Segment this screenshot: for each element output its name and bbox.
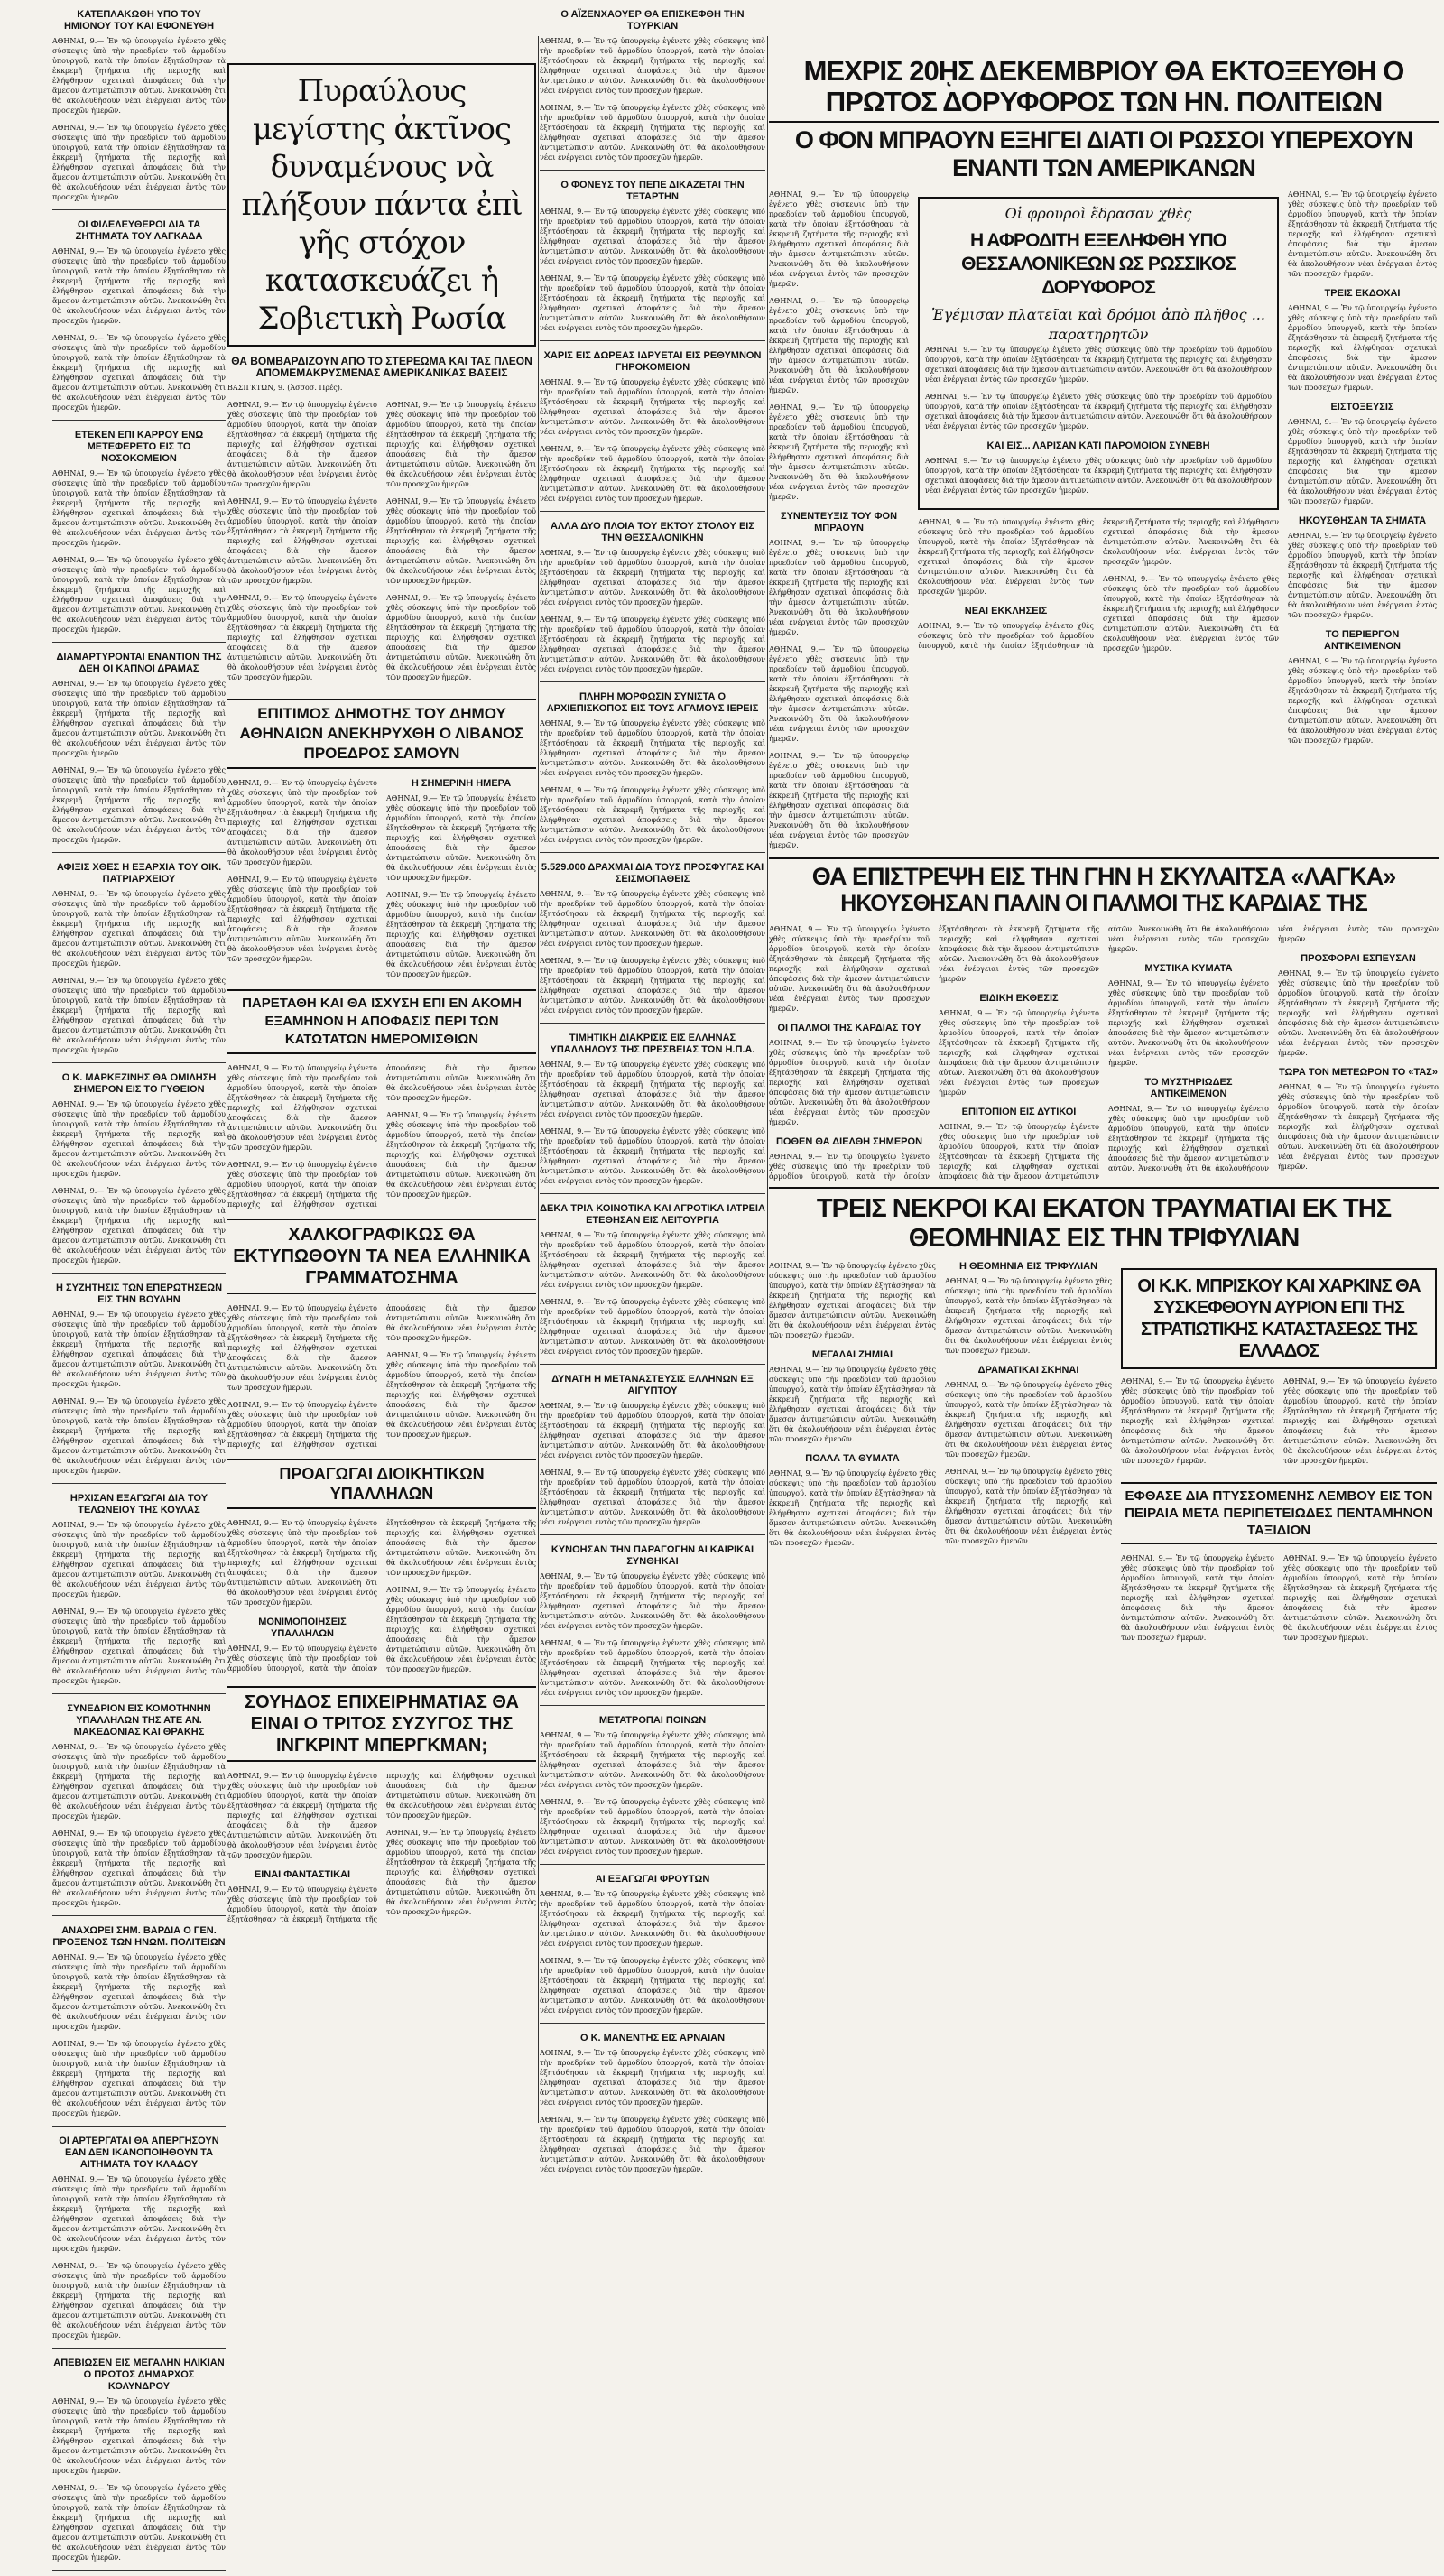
divider bbox=[52, 209, 226, 210]
article-paragraph: ΑΘΗΝΑΙ, 9.— Ἐν τῷ ὑπουργείῳ ἐγένετο χθὲς σύσκεψις ὑπὸ τὴν προεδρίαν τοῦ ἁρμοδίου ὑπουργοῦ, κατὰ τὴν ὁποίαν ἐξητάσθησαν τὰ ἐκκρεμῆ ζητήματα τῆς περιοχῆς καὶ ἐλήφθησαν σχετικαὶ ἀποφάσεις διὰ τὴν ἄμεσον ἀντιμετώπισιν αὐτῶν. Ἀνεκοινώθη ὅτι θὰ ἀκολουθήσουν νέαι ἐνέργειαι ἐντὸς τῶν προσεχῶν ἡμερῶν. bbox=[769, 925, 930, 1013]
col1-article-headline: ΕΤΕΚΕΝ ΕΠΙ ΚΑΡΡΟΥ ΕΝΩ ΜΕΤΕΦΕΡΕΤΟ ΕΙΣ ΤΟ ΝΟΣΟΚΟΜΕΙΟΝ bbox=[74, 430, 204, 464]
article-paragraph: ΑΘΗΝΑΙ, 9.— Ἐν τῷ ὑπουργείῳ ἐγένετο χθὲς σύσκεψις ὑπὸ τὴν προεδρίαν τοῦ ἁρμοδίου ὑπουργοῦ, κατὰ τὴν ὁποίαν ἐξητάσθησαν τὰ ἐκκρεμῆ ζητήματα τῆς περιοχῆς καὶ ἐλήφθησαν σχετικαὶ ἀποφάσεις διὰ τὴν ἄμεσον ἀντιμετώπισιν αὐτῶν. Ἀνεκοινώθη ὅτι θὰ ἀκολουθήσουν νέαι ἐνέργειαι ἐντὸς τῶν προσεχῶν ἡμερῶν. bbox=[52, 1521, 226, 1598]
headline-wages: ΠΑΡΕΤΑΘΗ ΚΑΙ ΘΑ ΙΣΧΥΣΗ ΕΠΙ ΕΝ ΑΚΟΜΗ ΕΞΑΜΗΝΟΝ Η ΑΠΟΦΑΣΙΣ ΠΕΡΙ ΤΩΝ ΚΑΤΩΤΑΤΩΝ ΗΜΕΡΟΜΙΣΘΙΩΝ bbox=[227, 989, 536, 1054]
subhead: ΣΥΝΕΝΤΕΥΞΙΣ ΤΟΥ ΦΟΝ ΜΠΡΑΟΥΝ bbox=[780, 511, 898, 533]
subhead: ΗΚΟΥΣΘΗΣΑΝ ΤΑ ΣΗΜΑΤΑ bbox=[1298, 515, 1427, 526]
article-paragraph: ΑΘΗΝΑΙ, 9.— Ἐν τῷ ὑπουργείῳ ἐγένετο χθὲς σύσκεψις ὑπὸ τὴν προεδρίαν τοῦ ἁρμοδίου ὑπουργοῦ, κατὰ τὴν ὁποίαν ἐξητάσθησαν τὰ ἐκκρεμῆ ζητήματα τῆς περιοχῆς καὶ ἐλήφθησαν σχετικαὶ ἀποφάσεις διὰ τὴν ἄμεσον ἀντιμετώπισιν αὐτῶν. Ἀνεκοινώθη ὅτι θὰ ἀκολουθήσουν νέαι ἐνέργειαι ἐντὸς τῶν προσεχῶν ἡμερῶν. bbox=[1278, 969, 1439, 1057]
article-paragraph: ΑΘΗΝΑΙ, 9.— Ἐν τῷ ὑπουργείῳ ἐγένετο χθὲς σύσκεψις ὑπὸ τὴν προεδρίαν τοῦ ἁρμοδίου ὑπουργοῦ, κατὰ τὴν ὁποίαν ἐξητάσθησαν τὰ ἐκκρεμῆ ζητήματα τῆς περιοχῆς καὶ ἐλήφθησαν σχετικαὶ ἀποφάσεις διὰ τὴν ἄμεσον ἀντιμετώπισιν αὐτῶν. Ἀνεκοινώθη ὅτι θὰ ἀκολουθήσουν νέαι ἐνέργειαι ἐντὸς τῶν προσεχῶν ἡμερῶν. bbox=[52, 1311, 226, 1388]
article-paragraph: ΑΘΗΝΑΙ, 9.— Ἐν τῷ ὑπουργείῳ ἐγένετο χθὲς σύσκεψις ὑπὸ τὴν προεδρίαν τοῦ ἁρμοδίου ὑπουργοῦ, κατὰ τὴν ὁποίαν ἐξητάσθησαν τὰ ἐκκρεμῆ ζητήματα τῆς περιοχῆς καὶ ἐλήφθησαν σχετικαὶ ἀποφάσεις διὰ τὴν ἄμεσον ἀντιμετώπισιν αὐτῶν. Ἀνεκοινώθη ὅτι θὰ ἀκολουθήσουν νέαι ἐνέργειαι ἐντὸς τῶν προσεχῶν ἡμερῶν. bbox=[52, 1830, 226, 1907]
col3-article-headline: ΔΕΚΑ ΤΡΙΑ ΚΟΙΝΟΤΙΚΑ ΚΑΙ ΑΓΡΟΤΙΚΑ ΙΑΤΡΕΙΑ ΕΤΕΘΗΣΑΝ ΕΙΣ ΛΕΙΤΟΥΡΓΙΑ bbox=[540, 1203, 765, 1226]
subhead: ΜΟΝΙΜΟΠΟΙΗΣΕΙΣ ΥΠΑΛΛΗΛΩΝ bbox=[258, 1616, 347, 1639]
col3-article-headline: ΔΥΝΑΤΗ Η ΜΕΤΑΝΑΣΤΕΥΣΙΣ ΕΛΛΗΝΩΝ ΕΞ ΑΙΓΥΠΤΟΥ bbox=[551, 1374, 754, 1396]
article-paragraph: ΑΘΗΝΑΙ, 9.— Ἐν τῷ ὑπουργείῳ ἐγένετο χθὲς σύσκεψις ὑπὸ τὴν προεδρίαν τοῦ ἁρμοδίου ὑπουργοῦ, κατὰ τὴν ὁποίαν ἐξητάσθησαν τὰ ἐκκρεμῆ ζητήματα τῆς περιοχῆς καὶ ἐλήφθησαν σχετικαὶ ἀποφάσεις διὰ τὴν ἄμεσον ἀντιμετώπισιν αὐτῶν. Ἀνεκοινώθη ὅτι θὰ ἀκολουθήσουν νέαι ἐνέργειαι ἐντὸς τῶν προσεχῶν ἡμερῶν. bbox=[769, 1262, 936, 1339]
article-paragraph: ΑΘΗΝΑΙ, 9.— Ἐν τῷ ὑπουργείῳ ἐγένετο χθὲς σύσκεψις ὑπὸ τὴν προεδρίαν τοῦ ἁρμοδίου ὑπουργοῦ, κατὰ τὴν ὁποίαν ἐξητάσθησαν τὰ ἐκκρεμῆ ζητήματα τῆς περιοχῆς καὶ ἐλήφθησαν σχετικαὶ ἀποφάσεις διὰ τὴν ἄμεσον ἀντιμετώπισιν αὐτῶν. Ἀνεκοινώθη ὅτι θὰ ἀκολουθήσουν νέαι ἐνέργειαι ἐντὸς τῶν προσεχῶν ἡμερῶν. bbox=[227, 594, 377, 681]
subhead: ΤΡΕΙΣ ΕΚΔΟΧΑΙ bbox=[1324, 288, 1401, 299]
article-paragraph: ΑΘΗΝΑΙ, 9.— Ἐν τῷ ὑπουργείῳ ἐγένετο χθὲς σύσκεψις ὑπὸ τὴν προεδρίαν τοῦ ἁρμοδίου ὑπουργοῦ, κατὰ τὴν ὁποίαν ἐξητάσθησαν τὰ ἐκκρεμῆ ζητήματα τῆς περιοχῆς καὶ ἐλήφθησαν σχετικαὶ ἀποφάσεις διὰ τὴν ἄμεσον ἀντιμετώπισιν αὐτῶν. Ἀνεκοινώθη ὅτι θὰ ἀκολουθήσουν νέαι ἐνέργειαι ἐντὸς τῶν προσεχῶν ἡμερῶν. bbox=[227, 1518, 536, 1673]
article-paragraph: ΑΘΗΝΑΙ, 9.— Ἐν τῷ ὑπουργείῳ ἐγένετο χθὲς σύσκεψις ὑπὸ τὴν προεδρίαν τοῦ ἁρμοδίου ὑπουργοῦ, κατὰ τὴν ὁποίαν ἐξητάσθησαν τὰ ἐκκρεμῆ ζητήματα τῆς περιοχῆς καὶ ἐλήφθησαν σχετικαὶ ἀποφάσεις διὰ τὴν ἄμεσον ἀντιμετώπισιν αὐτῶν. Ἀνεκοινώθη ὅτι θὰ ἀκολουθήσουν νέαι ἐνέργειαι ἐντὸς τῶν προσεχῶν ἡμερῶν. bbox=[227, 1063, 536, 1209]
column-rule bbox=[767, 36, 768, 2123]
col3-article-headline: Ο Κ. ΜΑΝΕΝΤΗΣ ΕΙΣ ΑΡΝΑΙΑΝ bbox=[579, 2033, 726, 2043]
article-paragraph: ΑΘΗΝΑΙ, 9.— Ἐν τῷ ὑπουργείῳ ἐγένετο χθὲς σύσκεψις ὑπὸ τὴν προεδρίαν τοῦ ἁρμοδίου ὑπουργοῦ, κατὰ τὴν ὁποίαν ἐξητάσθησαν τὰ ἐκκρεμῆ ζητήματα τῆς περιοχῆς καὶ ἐλήφθησαν σχετικαὶ ἀποφάσεις διὰ τὴν ἄμεσον ἀντιμετώπισιν αὐτῶν. Ἀνεκοινώθη ὅτι θὰ ἀκολουθήσουν νέαι ἐνέργειαι ἐντὸς τῶν προσεχῶν ἡμερῶν. bbox=[945, 1468, 1112, 1545]
article-paragraph: ΑΘΗΝΑΙ, 9.— Ἐν τῷ ὑπουργείῳ ἐγένετο χθὲς σύσκεψις ὑπὸ τὴν προεδρίαν τοῦ ἁρμοδίου ὑπουργοῦ, κατὰ τὴν ὁποίαν ἐξητάσθησαν τὰ ἐκκρεμῆ ζητήματα τῆς περιοχῆς καὶ ἐλήφθησαν σχετικαὶ ἀποφάσεις διὰ τὴν ἄμεσον ἀντιμετώπισιν αὐτῶν. Ἀνεκοινώθη ὅτι θὰ ἀκολουθήσουν νέαι ἐνέργειαι ἐντὸς τῶν προσεχῶν ἡμερῶν. bbox=[540, 1231, 765, 1289]
storm-article bbox=[769, 1261, 1112, 1650]
lead-headline-rockets: Πυραύλους μεγίστης ἀκτῖνος δυναμένους νὰ πλήξουν πάντα ἐπὶ γῆς στόχον κατασκευάζει ἡ Σοβιετικὴ Ρωσία bbox=[227, 63, 536, 347]
article-paragraph: ΑΘΗΝΑΙ, 9.— Ἐν τῷ ὑπουργείῳ ἐγένετο χθὲς σύσκεψις ὑπὸ τὴν προεδρίαν τοῦ ἁρμοδίου ὑπουργοῦ, κατὰ τὴν ὁποίαν ἐξητάσθησαν τὰ ἐκκρεμῆ ζητήματα τῆς περιοχῆς καὶ ἐλήφθησαν σχετικαὶ ἀποφάσεις διὰ τὴν ἄμεσον ἀντιμετώπισιν αὐτῶν. Ἀνεκοινώθη ὅτι θὰ ἀκολουθήσουν νέαι ἐνέργειαι ἐντὸς τῶν προσεχῶν ἡμερῶν. bbox=[1288, 532, 1437, 619]
col1-article-headline: ΑΦΙΞΙΣ ΧΘΕΣ Η ΕΞΑΡΧΙΑ ΤΟΥ ΟΙΚ. ΠΑΤΡΙΑΡΧΕΙΟΥ bbox=[56, 862, 222, 885]
article-paragraph: ΑΘΗΝΑΙ, 9.— Ἐν τῷ ὑπουργείῳ ἐγένετο χθὲς σύσκεψις ὑπὸ τὴν προεδρίαν τοῦ ἁρμοδίου ὑπουργοῦ, κατὰ τὴν ὁποίαν ἐξητάσθησαν τὰ ἐκκρεμῆ ζητήματα τῆς περιοχῆς καὶ ἐλήφθησαν σχετικαὶ ἀποφάσεις διὰ τὴν ἄμεσον ἀντιμετώπισιν αὐτῶν. Ἀνεκοινώθη ὅτι θὰ ἀκολουθήσουν νέαι ἐνέργειαι ἐντὸς τῶν προσεχῶν ἡμερῶν. bbox=[769, 925, 1099, 1181]
article-paragraph: ΑΘΗΝΑΙ, 9.— Ἐν τῷ ὑπουργείῳ ἐγένετο χθὲς σύσκεψις ὑπὸ τὴν προεδρίαν τοῦ ἁρμοδίου ὑπουργοῦ, κατὰ τὴν ὁποίαν ἐξητάσθησαν τὰ ἐκκρεμῆ ζητήματα τῆς περιοχῆς καὶ ἐλήφθησαν σχετικαὶ ἀποφάσεις διὰ τὴν ἄμεσον ἀντιμετώπισιν αὐτῶν. Ἀνεκοινώθη ὅτι θὰ ἀκολουθήσουν νέαι ἐνέργειαι ἐντὸς τῶν προσεχῶν ἡμερῶν. bbox=[540, 1061, 765, 1118]
article-paragraph: ΑΘΗΝΑΙ, 9.— Ἐν τῷ ὑπουργείῳ ἐγένετο χθὲς σύσκεψις ὑπὸ τὴν προεδρίαν τοῦ ἁρμοδίου ὑπουργοῦ, κατὰ τὴν ὁποίαν ἐξητάσθησαν τὰ ἐκκρεμῆ ζητήματα τῆς περιοχῆς καὶ ἐλήφθησαν σχετικαὶ ἀποφάσεις διὰ τὴν ἄμεσον ἀντιμετώπισιν αὐτῶν. Ἀνεκοινώθη ὅτι θὰ ἀκολουθήσουν νέαι ἐνέργειαι ἐντὸς τῶν προσεχῶν ἡμερῶν. bbox=[52, 2397, 226, 2475]
col1-articles bbox=[52, 9, 226, 2571]
aphrodite-box bbox=[918, 197, 1279, 510]
subhead: ΕΠΙΤΟΠΙΟΝ ΕΙΣ ΔΥΤΙΚΟΙ bbox=[961, 1107, 1077, 1117]
article-paragraph: ΑΘΗΝΑΙ, 9.— Ἐν τῷ ὑπουργείῳ ἐγένετο χθὲς σύσκεψις ὑπὸ τὴν προεδρίαν τοῦ ἁρμοδίου ὑπουργοῦ, κατὰ τὴν ὁποίαν ἐξητάσθησαν τὰ ἐκκρεμῆ ζητήματα τῆς περιοχῆς καὶ ἐλήφθησαν σχετικαὶ ἀποφάσεις διὰ τὴν ἄμεσον ἀντιμετώπισιν αὐτῶν. Ἀνεκοινώθη ὅτι θὰ ἀκολουθήσουν νέαι ἐνέργειαι ἐντὸς τῶν προσεχῶν ἡμερῶν. bbox=[386, 1585, 536, 1673]
col3-article-headline: ΚΥΝΟΗΣΑΝ ΤΗΝ ΠΑΡΑΓΩΓΗΝ ΑΙ ΚΑΙΡΙΚΑΙ ΣΥΝΘΗΚΑΙ bbox=[551, 1544, 754, 1567]
article-paragraph: ΑΘΗΝΑΙ, 9.— Ἐν τῷ ὑπουργείῳ ἐγένετο χθὲς σύσκεψις ὑπὸ τὴν προεδρίαν τοῦ ἁρμοδίου ὑπουργοῦ, κατὰ τὴν ὁποίαν ἐξητάσθησαν τὰ ἐκκρεμῆ ζητήματα τῆς περιοχῆς καὶ ἐλήφθησαν σχετικαὶ ἀποφάσεις διὰ τὴν ἄμεσον ἀντιμετώπισιν αὐτῶν. Ἀνεκοινώθη ὅτι θὰ ἀκολουθήσουν νέαι ἐνέργειαι ἐντὸς τῶν προσεχῶν ἡμερῶν. bbox=[386, 1829, 536, 1916]
article-paragraph: ΑΘΗΝΑΙ, 9.— Ἐν τῷ ὑπουργείῳ ἐγένετο χθὲς σύσκεψις ὑπὸ τὴν προεδρίαν τοῦ ἁρμοδίου ὑπουργοῦ, κατὰ τὴν ὁποίαν ἐξητάσθησαν τὰ ἐκκρεμῆ ζητήματα τῆς περιοχῆς καὶ ἐλήφθησαν σχετικαὶ ἀποφάσεις διὰ τὴν ἄμεσον ἀντιμετώπισιν αὐτῶν. Ἀνεκοινώθη ὅτι θὰ ἀκολουθήσουν νέαι ἐνέργειαι ἐντὸς τῶν προσεχῶν ἡμερῶν. bbox=[540, 786, 765, 844]
subhead: ΠΡΟΣΦΟΡΑΙ ΕΣΠΕΥΣΑΝ bbox=[1301, 953, 1416, 964]
article-paragraph: ΑΘΗΝΑΙ, 9.— Ἐν τῷ ὑπουργείῳ ἐγένετο χθὲς σύσκεψις ὑπὸ τὴν προεδρίαν τοῦ ἁρμοδίου ὑπουργοῦ, κατὰ τὴν ὁποίαν ἐξητάσθησαν τὰ ἐκκρεμῆ ζητήματα τῆς περιοχῆς καὶ ἐλήφθησαν σχετικαὶ ἀποφάσεις διὰ τὴν ἄμεσον ἀντιμετώπισιν αὐτῶν. Ἀνεκοινώθη ὅτι θὰ ἀκολουθήσουν νέαι ἐνέργειαι ἐντὸς τῶν προσεχῶν ἡμερῶν. bbox=[540, 274, 765, 332]
column-3 bbox=[540, 0, 765, 2188]
left-side-article bbox=[769, 190, 909, 857]
article-paragraph: ΑΘΗΝΑΙ, 9.— Ἐν τῷ ὑπουργείῳ ἐγένετο χθὲς σύσκεψις ὑπὸ τὴν προεδρίαν τοῦ ἁρμοδίου ὑπουργοῦ, κατὰ τὴν ὁποίαν ἐξητάσθησαν τὰ ἐκκρεμῆ ζητήματα τῆς περιοχῆς καὶ ἐλήφθησαν σχετικαὶ ἀποφάσεις διὰ τὴν ἄμεσον ἀντιμετώπισιν αὐτῶν. Ἀνεκοινώθη ὅτι θὰ ἀκολουθήσουν νέαι ἐνέργειαι ἐντὸς τῶν προσεχῶν ἡμερῶν. bbox=[1121, 1554, 1274, 1642]
divider bbox=[540, 170, 765, 171]
col3-article-headline: 5.529.000 ΔΡΑΧΜΑΙ ΔΙΑ ΤΟΥΣ ΠΡΟΣΦΥΓΑΣ ΚΑΙ ΣΕΙΣΜΟΠΑΘΕΙΣ bbox=[541, 862, 764, 885]
article-paragraph: ΑΘΗΝΑΙ, 9.— Ἐν τῷ ὑπουργείῳ ἐγένετο χθὲς σύσκεψις ὑπὸ τὴν προεδρίαν τοῦ ἁρμοδίου ὑπουργοῦ, κατὰ τὴν ὁποίαν ἐξητάσθησαν τὰ ἐκκρεμῆ ζητήματα τῆς περιοχῆς καὶ ἐλήφθησαν σχετικαὶ ἀποφάσεις διὰ τὴν ἄμεσον ἀντιμετώπισιν αὐτῶν. Ἀνεκοινώθη ὅτι θὰ ἀκολουθήσουν νέαι ἐνέργειαι ἐντὸς τῶν προσεχῶν ἡμερῶν. bbox=[1278, 1083, 1439, 1171]
briscoe-headline: ΟΙ Κ.Κ. ΜΠΡΙΣΚΟΥ ΚΑΙ ΧΑΡΚΙΝΣ ΘΑ ΣΥΣΚΕΦΘΟΥΝ ΑΥΡΙΟΝ ΕΠΙ ΤΗΣ ΣΤΡΑΤΙΩΤΙΚΗΣ ΚΑΤΑΣΤΑΣΕΩΣ ΤΗΣ ΕΛΛΑΔΟΣ bbox=[1137, 1276, 1421, 1361]
article-paragraph: ΑΘΗΝΑΙ, 9.— Ἐν τῷ ὑπουργείῳ ἐγένετο χθὲς σύσκεψις ὑπὸ τὴν προεδρίαν τοῦ ἁρμοδίου ὑπουργοῦ, κατὰ τὴν ὁποίαν ἐξητάσθησαν τὰ ἐκκρεμῆ ζητήματα τῆς περιοχῆς καὶ ἐλήφθησαν σχετικαὶ ἀποφάσεις διὰ τὴν ἄμεσον ἀντιμετώπισιν αὐτῶν. Ἀνεκοινώθη ὅτι θὰ ἀκολουθήσουν νέαι ἐνέργειαι ἐντὸς τῶν προσεχῶν ἡμερῶν. bbox=[540, 1731, 765, 1789]
article-paragraph: ΑΘΗΝΑΙ, 9.— Ἐν τῷ ὑπουργείῳ ἐγένετο χθὲς σύσκεψις ὑπὸ τὴν προεδρίαν τοῦ ἁρμοδίου ὑπουργοῦ, κατὰ τὴν ὁποίαν ἐξητάσθησαν τὰ ἐκκρεμῆ ζητήματα τῆς περιοχῆς καὶ ἐλήφθησαν σχετικαὶ ἀποφάσεις διὰ τὴν ἄμεσον ἀντιμετώπισιν αὐτῶν. Ἀνεκοινώθη ὅτι θὰ ἀκολουθήσουν νέαι ἐνέργειαι ἐντὸς τῶν προσεχῶν ἡμερῶν. bbox=[925, 457, 1272, 495]
article-paragraph: ΑΘΗΝΑΙ, 9.— Ἐν τῷ ὑπουργείῳ ἐγένετο χθὲς σύσκεψις ὑπὸ τὴν προεδρίαν τοῦ ἁρμοδίου ὑπουργοῦ, κατὰ τὴν ὁποίαν ἐξητάσθησαν τὰ ἐκκρεμῆ ζητήματα τῆς περιοχῆς καὶ ἐλήφθησαν σχετικαὶ ἀποφάσεις διὰ τὴν ἄμεσον ἀντιμετώπισιν αὐτῶν. Ἀνεκοινώθη ὅτι θὰ ἀκολουθήσουν νέαι ἐνέργειαι ἐντὸς τῶν προσεχῶν ἡμερῶν. bbox=[52, 1187, 226, 1265]
article-paragraph: ΑΘΗΝΑΙ, 9.— Ἐν τῷ ὑπουργείῳ ἐγένετο χθὲς σύσκεψις ὑπὸ τὴν προεδρίαν τοῦ ἁρμοδίου ὑπουργοῦ, κατὰ τὴν ὁποίαν ἐξητάσθησαν τὰ ἐκκρεμῆ ζητήματα τῆς περιοχῆς καὶ ἐλήφθησαν σχετικαὶ ἀποφάσεις διὰ τὴν ἄμεσον ἀντιμετώπισιν αὐτῶν. Ἀνεκοινώθη ὅτι θὰ ἀκολουθήσουν νέαι ἐνέργειαι ἐντὸς τῶν προσεχῶν ἡμερῶν. bbox=[769, 539, 909, 636]
subhead: ΤΩΡΑ ΤΟΝ ΜΕΤΕΩΡΟΝ ΤΟ «ΤΑΣ» bbox=[1278, 1067, 1439, 1078]
subhead: ΕΙΔΙΚΗ ΕΚΘΕΣΙΣ bbox=[979, 993, 1059, 1004]
article-paragraph: ΑΘΗΝΑΙ, 9.— Ἐν τῷ ὑπουργείῳ ἐγένετο χθὲς σύσκεψις ὑπὸ τὴν προεδρίαν τοῦ ἁρμοδίου ὑπουργοῦ, κατὰ τὴν ὁποίαν ἐξητάσθησαν τὰ ἐκκρεμῆ ζητήματα τῆς περιοχῆς καὶ ἐλήφθησαν σχετικαὶ ἀποφάσεις διὰ τὴν ἄμεσον ἀντιμετώπισιν αὐτῶν. Ἀνεκοινώθη ὅτι θὰ ἀκολουθήσουν νέαι ἐνέργειαι ἐντὸς τῶν προσεχῶν ἡμερῶν. bbox=[769, 297, 909, 394]
col3-article-headline: ΤΙΜΗΤΙΚΗ ΔΙΑΚΡΙΣΙΣ ΕΙΣ ΕΛΛΗΝΑΣ ΥΠΑΛΛΗΛΟΥΣ ΤΗΣ ΠΡΕΣΒΕΙΑΣ ΤΩΝ Η.Π.Α. bbox=[550, 1033, 755, 1055]
divider bbox=[540, 1364, 765, 1365]
col1-article-headline: Ο Κ. ΜΑΡΚΕΖΙΝΗΣ ΘΑ ΟΜΙΛΗΣΗ ΣΗΜΕΡΟΝ ΕΙΣ ΤΟ ΓΥΘΕΙΟΝ bbox=[61, 1072, 217, 1095]
article-paragraph: ΑΘΗΝΑΙ, 9.— Ἐν τῷ ὑπουργείῳ ἐγένετο χθὲς σύσκεψις ὑπὸ τὴν προεδρίαν τοῦ ἁρμοδίου ὑπουργοῦ, κατὰ τὴν ὁποίαν ἐξητάσθησαν τὰ ἐκκρεμῆ ζητήματα τῆς περιοχῆς καὶ ἐλήφθησαν σχετικαὶ ἀποφάσεις διὰ τὴν ἄμεσον ἀντιμετώπισιν αὐτῶν. Ἀνεκοινώθη ὅτι θὰ ἀκολουθήσουν νέαι ἐνέργειαι ἐντὸς τῶν προσεχῶν ἡμερῶν. bbox=[925, 393, 1272, 431]
divider bbox=[52, 1062, 226, 1063]
article-paragraph: ΑΘΗΝΑΙ, 9.— Ἐν τῷ ὑπουργείῳ ἐγένετο χθὲς σύσκεψις ὑπὸ τὴν προεδρίαν τοῦ ἁρμοδίου ὑπουργοῦ, κατὰ τὴν ὁποίαν ἐξητάσθησαν τὰ ἐκκρεμῆ ζητήματα τῆς περιοχῆς καὶ ἐλήφθησαν σχετικαὶ ἀποφάσεις διὰ τὴν ἄμεσον ἀντιμετώπισιν αὐτῶν. Ἀνεκοινώθη ὅτι θὰ ἀκολουθήσουν νέαι ἐνέργειαι ἐντὸς τῶν προσεχῶν ἡμερῶν. bbox=[52, 1100, 226, 1178]
dateline: ΒΑΣΙΓΚΤΩΝ, 9. (Ἀσσοσ. Πρές). bbox=[227, 384, 343, 392]
subhead: ΤΟ ΜΥΣΤΗΡΙΩΔΕΣ ΑΝΤΙΚΕΙΜΕΝΟΝ bbox=[1144, 1077, 1233, 1099]
box-footer-head: ΚΑΙ ΕΙΣ... ΛΑΡΙΣΑΝ ΚΑΤΙ ΠΑΡΟΜΟΙΟΝ ΣΥΝΕΒΗ bbox=[986, 440, 1210, 451]
banner-von-braun: Ο ΦΟΝ ΜΠΡΑΟΥΝ ΕΞΗΓΕΙ ΔΙΑΤΙ ΟΙ ΡΩΣΣΟΙ ΥΠΕΡΕΧΟΥΝ ΕΝΑΝΤΙ ΤΩΝ ΑΜΕΡΙΚΑΝΩΝ bbox=[769, 121, 1439, 182]
col3-article-headline: ΠΛΗΡΗ ΜΟΡΦΩΣΙΝ ΣΥΝΙΣΤΑ Ο ΑΡΧΙΕΠΙΣΚΟΠΟΣ ΕΙΣ ΤΟΥΣ ΑΓΑΜΟΥΣ ΙΕΡΕΙΣ bbox=[546, 691, 759, 714]
article-paragraph: ΑΘΗΝΑΙ, 9.— Ἐν τῷ ὑπουργείῳ ἐγένετο χθὲς σύσκεψις ὑπὸ τὴν προεδρίαν τοῦ ἁρμοδίου ὑπουργοῦ, κατὰ τὴν ὁποίαν ἐξητάσθησαν τὰ ἐκκρεμῆ ζητήματα τῆς περιοχῆς καὶ ἐλήφθησαν σχετικαὶ ἀποφάσεις διὰ τὴν ἄμεσον ἀντιμετώπισιν αὐτῶν. Ἀνεκοινώθη ὅτι θὰ ἀκολουθήσουν νέαι ἐνέργειαι ἐντὸς τῶν προσεχῶν ἡμερῶν. bbox=[52, 556, 226, 634]
article-paragraph: ΑΘΗΝΑΙ, 9.— Ἐν τῷ ὑπουργείῳ ἐγένετο χθὲς σύσκεψις ὑπὸ τὴν προεδρίαν τοῦ ἁρμοδίου ὑπουργοῦ, κατὰ τὴν ὁποίαν ἐξητάσθησαν τὰ ἐκκρεμῆ ζητήματα τῆς περιοχῆς καὶ ἐλήφθησαν σχετικαὶ ἀποφάσεις διὰ τὴν ἄμεσον ἀντιμετώπισιν αὐτῶν. Ἀνεκοινώθη ὅτι θὰ ἀκολουθήσουν νέαι ἐνέργειαι ἐντὸς τῶν προσεχῶν ἡμερῶν. bbox=[540, 1890, 765, 1948]
col3-article-headline: Ο ΑΪΖΕΝΧΑΟΥΕΡ ΘΑ ΕΠΙΣΚΕΦΘΗ ΤΗΝ ΤΟΥΡΚΙΑΝ bbox=[560, 9, 745, 32]
subhead: ΕΙΝΑΙ ΦΑΝΤΑΣΤΙΚΑΙ bbox=[254, 1869, 351, 1880]
article-paragraph: ΑΘΗΝΑΙ, 9.— Ἐν τῷ ὑπουργείῳ ἐγένετο χθὲς σύσκεψις ὑπὸ τὴν προεδρίαν τοῦ ἁρμοδίου ὑπουργοῦ, κατὰ τὴν ὁποίαν ἐξητάσθησαν τὰ ἐκκρεμῆ ζητήματα τῆς περιοχῆς καὶ ἐλήφθησαν σχετικαὶ ἀποφάσεις διὰ τὴν ἄμεσον ἀντιμετώπισιν αὐτῶν. Ἀνεκοινώθη ὅτι θὰ ἀκολουθήσουν νέαι ἐνέργειαι ἐντὸς τῶν προσεχῶν ἡμερῶν. bbox=[939, 925, 1269, 1181]
article-paragraph: ΑΘΗΝΑΙ, 9.— Ἐν τῷ ὑπουργείῳ ἐγένετο χθὲς σύσκεψις ὑπὸ τὴν προεδρίαν τοῦ ἁρμοδίου ὑπουργοῦ, κατὰ τὴν ὁποίαν ἐξητάσθησαν τὰ ἐκκρεμῆ ζητήματα τῆς περιοχῆς καὶ ἐλήφθησαν σχετικαὶ ἀποφάσεις διὰ τὴν ἄμεσον ἀντιμετώπισιν αὐτῶν. Ἀνεκοινώθη ὅτι θὰ ἀκολουθήσουν νέαι ἐνέργειαι ἐντὸς τῶν προσεχῶν ἡμερῶν. bbox=[227, 1518, 377, 1607]
article-paragraph: ΑΘΗΝΑΙ, 9.— Ἐν τῷ ὑπουργείῳ ἐγένετο χθὲς σύσκεψις ὑπὸ τὴν προεδρίαν τοῦ ἁρμοδίου ὑπουργοῦ, κατὰ τὴν ὁποίαν ἐξητάσθησαν τὰ ἐκκρεμῆ ζητήματα τῆς περιοχῆς καὶ ἐλήφθησαν σχετικαὶ ἀποφάσεις διὰ τὴν ἄμεσον ἀντιμετώπισιν αὐτῶν. Ἀνεκοινώθη ὅτι θὰ ἀκολουθήσουν νέαι ἐνέργειαι ἐντὸς τῶν προσεχῶν ἡμερῶν. bbox=[1288, 304, 1437, 392]
article-paragraph: ΑΘΗΝΑΙ, 9.— Ἐν τῷ ὑπουργείῳ ἐγένετο χθὲς σύσκεψις ὑπὸ τὴν προεδρίαν τοῦ ἁρμοδίου ὑπουργοῦ, κατὰ τὴν ὁποίαν ἐξητάσθησαν τὰ ἐκκρεμῆ ζητήματα τῆς περιοχῆς καὶ ἐλήφθησαν σχετικαὶ ἀποφάσεις διὰ τὴν ἄμεσον ἀντιμετώπισιν αὐτῶν. Ἀνεκοινώθη ὅτι θὰ ἀκολουθήσουν νέαι ἐνέργειαι ἐντὸς τῶν προσεχῶν ἡμερῶν. bbox=[1103, 575, 1279, 653]
column-1 bbox=[52, 0, 226, 2576]
col1-article-headline: ΟΙ ΑΡΤΕΡΓΑΤΑΙ ΘΑ ΑΠΕΡΓΗΣΟΥΝ ΕΑΝ ΔΕΝ ΙΚΑΝΟΠΟΙΗΘΟΥΝ ΤΑ ΑΙΤΗΜΑΤΑ ΤΟΥ ΚΛΑΔΟΥ bbox=[59, 2136, 219, 2170]
column-2 bbox=[227, 0, 536, 1924]
article-paragraph: ΑΘΗΝΑΙ, 9.— Ἐν τῷ ὑπουργείῳ ἐγένετο χθὲς σύσκεψις ὑπὸ τὴν προεδρίαν τοῦ ἁρμοδίου ὑπουργοῦ, κατὰ τὴν ὁποίαν ἐξητάσθησαν τὰ ἐκκρεμῆ ζητήματα τῆς περιοχῆς καὶ ἐλήφθησαν σχετικαὶ ἀποφάσεις διὰ τὴν ἄμεσον ἀντιμετώπισιν αὐτῶν. Ἀνεκοινώθη ὅτι θὰ ἀκολουθήσουν νέαι ἐνέργειαι ἐντὸς τῶν προσεχῶν ἡμερῶν. bbox=[540, 957, 765, 1015]
article-paragraph: ΑΘΗΝΑΙ, 9.— Ἐν τῷ ὑπουργείῳ ἐγένετο χθὲς σύσκεψις ὑπὸ τὴν προεδρίαν τοῦ ἁρμοδίου ὑπουργοῦ, κατὰ τὴν ὁποίαν ἐξητάσθησαν τὰ ἐκκρεμῆ ζητήματα τῆς περιοχῆς καὶ ἐλήφθησαν σχετικαὶ ἀποφάσεις διὰ τὴν ἄμεσον ἀντιμετώπισιν αὐτῶν. Ἀνεκοινώθη ὅτι θὰ ἀκολουθήσουν νέαι ἐνέργειαι ἐντὸς τῶν προσεχῶν ἡμερῶν. bbox=[540, 104, 765, 162]
headline-bergman: ΣΟΥΗΔΟΣ ΕΠΙΧΕΙΡΗΜΑΤΙΑΣ ΘΑ ΕΙΝΑΙ Ο ΤΡΙΤΟΣ ΣΥΖΥΓΟΣ ΤΗΣ ΙΝΓΚΡΙΝΤ ΜΠΕΡΓΚΜΑΝ; bbox=[227, 1686, 536, 1762]
subhead: ΤΟ ΠΕΡΙΕΡΓΟΝ ΑΝΤΙΚΕΙΜΕΝΟΝ bbox=[1324, 629, 1401, 652]
article-paragraph: ΑΘΗΝΑΙ, 9.— Ἐν τῷ ὑπουργείῳ ἐγένετο χθὲς σύσκεψις ὑπὸ τὴν προεδρίαν τοῦ ἁρμοδίου ὑπουργοῦ, κατὰ τὴν ὁποίαν ἐξητάσθησαν τὰ ἐκκρεμῆ ζητήματα τῆς περιοχῆς καὶ ἐλήφθησαν σχετικαὶ ἀποφάσεις διὰ τὴν ἄμεσον ἀντιμετώπισιν αὐτῶν. Ἀνεκοινώθη ὅτι θὰ ἀκολουθήσουν νέαι ἐνέργειαι ἐντὸς τῶν προσεχῶν ἡμερῶν. bbox=[386, 497, 536, 585]
article-paragraph: ΑΘΗΝΑΙ, 9.— Ἐν τῷ ὑπουργείῳ ἐγένετο χθὲς σύσκεψις ὑπὸ τὴν προεδρίαν τοῦ ἁρμοδίου ὑπουργοῦ, κατὰ τὴν ὁποίαν ἐξητάσθησαν τὰ ἐκκρεμῆ ζητήματα τῆς περιοχῆς καὶ ἐλήφθησαν σχετικαὶ ἀποφάσεις διὰ τὴν ἄμεσον ἀντιμετώπισιν αὐτῶν. Ἀνεκοινώθη ὅτι θὰ ἀκολουθήσουν νέαι ἐνέργειαι ἐντὸς τῶν προσεχῶν ἡμερῶν. bbox=[52, 1397, 226, 1475]
article-paragraph: ΑΘΗΝΑΙ, 9.— Ἐν τῷ ὑπουργείῳ ἐγένετο χθὲς σύσκεψις ὑπὸ τὴν προεδρίαν τοῦ ἁρμοδίου ὑπουργοῦ, κατὰ τὴν ὁποίαν ἐξητάσθησαν τὰ ἐκκρεμῆ ζητήματα τῆς περιοχῆς καὶ ἐλήφθησαν σχετικαὶ ἀποφάσεις διὰ τὴν ἄμεσον ἀντιμετώπισιν αὐτῶν. Ἀνεκοινώθη ὅτι θὰ ἀκολουθήσουν νέαι ἐνέργειαι ἐντὸς τῶν προσεχῶν ἡμερῶν. bbox=[227, 1772, 377, 1859]
divider bbox=[540, 340, 765, 341]
col1-article-headline: ΟΙ ΦΙΛΕΛΕΥΘΕΡΟΙ ΔΙΑ ΤΑ ΖΗΤΗΜΑΤΑ ΤΟΥ ΛΑΓΚΑΔΑ bbox=[75, 219, 203, 242]
article-paragraph: ΑΘΗΝΑΙ, 9.— Ἐν τῷ ὑπουργείῳ ἐγένετο χθὲς σύσκεψις ὑπὸ τὴν προεδρίαν τοῦ ἁρμοδίου ὑπουργοῦ, κατὰ τὴν ὁποίαν ἐξητάσθησαν τὰ ἐκκρεμῆ ζητήματα τῆς περιοχῆς καὶ ἐλήφθησαν σχετικαὶ ἀποφάσεις διὰ τὴν ἄμεσον ἀντιμετώπισιν αὐτῶν. Ἀνεκοινώθη ὅτι θὰ ἀκολουθήσουν νέαι ἐνέργειαι ἐντὸς τῶν προσεχῶν ἡμερῶν. bbox=[540, 1957, 765, 2015]
divider bbox=[540, 511, 765, 512]
article-paragraph: ΑΘΗΝΑΙ, 9.— Ἐν τῷ ὑπουργείῳ ἐγένετο χθὲς σύσκεψις ὑπὸ τὴν προεδρίαν τοῦ ἁρμοδίου ὑπουργοῦ, κατὰ τὴν ὁποίαν ἐξητάσθησαν τὰ ἐκκρεμῆ ζητήματα τῆς περιοχῆς καὶ ἐλήφθησαν σχετικαὶ ἀποφάσεις διὰ τὴν ἄμεσον ἀντιμετώπισιν αὐτῶν. Ἀνεκοινώθη ὅτι θὰ ἀκολουθήσουν νέαι ἐνέργειαι ἐντὸς τῶν προσεχῶν ἡμερῶν. bbox=[540, 616, 765, 673]
divider bbox=[540, 681, 765, 682]
col3-article-headline: ΜΕΤΑΤΡΟΠΑΙ ΠΟΙΝΩΝ bbox=[598, 1715, 707, 1726]
article-paragraph: ΑΘΗΝΑΙ, 9.— Ἐν τῷ ὑπουργείῳ ἐγένετο χθὲς σύσκεψις ὑπὸ τὴν προεδρίαν τοῦ ἁρμοδίου ὑπουργοῦ, κατὰ τὴν ὁποίαν ἐξητάσθησαν τὰ ἐκκρεμῆ ζητήματα τῆς περιοχῆς καὶ ἐλήφθησαν σχετικαὶ ἀποφάσεις διὰ τὴν ἄμεσον ἀντιμετώπισιν αὐτῶν. Ἀνεκοινώθη ὅτι θὰ ἀκολουθήσουν νέαι ἐνέργειαι ἐντὸς τῶν προσεχῶν ἡμερῶν. bbox=[386, 1350, 536, 1439]
article-paragraph: ΑΘΗΝΑΙ, 9.— Ἐν τῷ ὑπουργείῳ ἐγένετο χθὲς σύσκεψις ὑπὸ τὴν προεδρίαν τοῦ ἁρμοδίου ὑπουργοῦ, κατὰ τὴν ὁποίαν ἐξητάσθησαν τὰ ἐκκρεμῆ ζητήματα τῆς περιοχῆς καὶ ἐλήφθησαν σχετικαὶ ἀποφάσεις διὰ τὴν ἄμεσον ἀντιμετώπισιν αὐτῶν. Ἀνεκοινώθη ὅτι θὰ ἀκολουθήσουν νέαι ἐνέργειαι ἐντὸς τῶν προσεχῶν ἡμερῶν. bbox=[540, 1469, 765, 1526]
divider bbox=[52, 420, 226, 421]
box-headline: Η ΑΦΡΟΔΙΤΗ ΕΞΕΛΗΦΘΗ ΥΠΟ ΘΕΣΣΑΛΟΝΙΚΕΩΝ ΩΣ ΡΩΣΣΙΚΟΣ ΔΟΡΥΦΟΡΟΣ bbox=[961, 230, 1236, 298]
article-paragraph: ΑΘΗΝΑΙ, 9.— Ἐν τῷ ὑπουργείῳ ἐγένετο χθὲς σύσκεψις ὑπὸ τὴν προεδρίαν τοῦ ἁρμοδίου ὑπουργοῦ, κατὰ τὴν ὁποίαν ἐξητάσθησαν τὰ ἐκκρεμῆ ζητήματα τῆς περιοχῆς καὶ ἐλήφθησαν σχετικαὶ ἀποφάσεις διὰ τὴν ἄμεσον ἀντιμετώπισιν αὐτῶν. Ἀνεκοινώθη ὅτι θὰ ἀκολουθήσουν νέαι ἐνέργειαι ἐντὸς τῶν προσεχῶν ἡμερῶν. bbox=[769, 752, 909, 849]
article-paragraph: ΑΘΗΝΑΙ, 9.— Ἐν τῷ ὑπουργείῳ ἐγένετο χθὲς σύσκεψις ὑπὸ τὴν προεδρίαν τοῦ ἁρμοδίου ὑπουργοῦ, κατὰ τὴν ὁποίαν ἐξητάσθησαν τὰ ἐκκρεμῆ ζητήματα τῆς περιοχῆς καὶ ἐλήφθησαν σχετικαὶ ἀποφάσεις διὰ τὴν ἄμεσον ἀντιμετώπισιν αὐτῶν. Ἀνεκοινώθη ὅτι θὰ ἀκολουθήσουν νέαι ἐνέργειαι ἐντὸς τῶν προσεχῶν ἡμερῶν. bbox=[540, 378, 765, 436]
article-paragraph: ΑΘΗΝΑΙ, 9.— Ἐν τῷ ὑπουργείῳ ἐγένετο χθὲς σύσκεψις ὑπὸ τὴν προεδρίαν τοῦ ἁρμοδίου ὑπουργοῦ, κατὰ τὴν ὁποίαν ἐξητάσθησαν τὰ ἐκκρεμῆ ζητήματα τῆς περιοχῆς καὶ ἐλήφθησαν σχετικαὶ ἀποφάσεις διὰ τὴν ἄμεσον ἀντιμετώπισιν αὐτῶν. Ἀνεκοινώθη ὅτι θὰ ἀκολουθήσουν νέαι ἐνέργειαι ἐντὸς τῶν προσεχῶν ἡμερῶν. bbox=[227, 1303, 377, 1392]
col3-article-headline: ΑΙ ΕΞΑΓΩΓΑΙ ΦΡΟΥΤΩΝ bbox=[595, 1874, 710, 1885]
subhead: ΝΕΑΙ ΕΚΚΛΗΣΕΙΣ bbox=[964, 606, 1048, 616]
article-paragraph: ΑΘΗΝΑΙ, 9.— Ἐν τῷ ὑπουργείῳ ἐγένετο χθὲς σύσκεψις ὑπὸ τὴν προεδρίαν τοῦ ἁρμοδίου ὑπουργοῦ, κατὰ τὴν ὁποίαν ἐξητάσθησαν τὰ ἐκκρεμῆ ζητήματα τῆς περιοχῆς καὶ ἐλήφθησαν σχετικαὶ ἀποφάσεις διὰ τὴν ἄμεσον ἀντιμετώπισιν αὐτῶν. Ἀνεκοινώθη ὅτι θὰ ἀκολουθήσουν νέαι ἐνέργειαι ἐντὸς τῶν προσεχῶν ἡμερῶν. bbox=[540, 719, 765, 777]
article-body bbox=[227, 400, 536, 690]
article-paragraph: ΑΘΗΝΑΙ, 9.— Ἐν τῷ ὑπουργείῳ ἐγένετο χθὲς σύσκεψις ὑπὸ τὴν προεδρίαν τοῦ ἁρμοδίου ὑπουργοῦ, κατὰ τὴν ὁποίαν ἐξητάσθησαν τὰ ἐκκρεμῆ ζητήματα τῆς περιοχῆς καὶ ἐλήφθησαν σχετικαὶ ἀποφάσεις διὰ τὴν ἄμεσον ἀντιμετώπισιν αὐτῶν. Ἀνεκοινώθη ὅτι θὰ ἀκολουθήσουν νέαι ἐνέργειαι ἐντὸς τῶν προσεχῶν ἡμερῶν. bbox=[1288, 418, 1437, 505]
article-body bbox=[227, 778, 536, 980]
col3-articles bbox=[540, 9, 765, 2182]
divider bbox=[540, 1864, 765, 1865]
article-paragraph: ΑΘΗΝΑΙ, 9.— Ἐν τῷ ὑπουργείῳ ἐγένετο χθὲς σύσκεψις ὑπὸ τὴν προεδρίαν τοῦ ἁρμοδίου ὑπουργοῦ, κατὰ τὴν ὁποίαν ἐξητάσθησαν τὰ ἐκκρεμῆ ζητήματα τῆς περιοχῆς καὶ ἐλήφθησαν σχετικαὶ ἀποφάσεις διὰ τὴν ἄμεσον ἀντιμετώπισιν αὐτῶν. Ἀνεκοινώθη ὅτι θὰ ἀκολουθήσουν νέαι ἐνέργειαι ἐντὸς τῶν προσεχῶν ἡμερῶν. bbox=[1121, 1377, 1274, 1465]
divider bbox=[540, 2023, 765, 2024]
banner-storm: ΤΡΕΙΣ ΝΕΚΡΟΙ ΚΑΙ ΕΚΑΤΟΝ ΤΡΑΥΜΑΤΙΑΙ ΕΚ ΤΗΣ ΘΕΟΜΗΝΙΑΣ ΕΙΣ ΤΗΝ ΤΡΙΦΥΛΙΑΝ bbox=[769, 1187, 1439, 1254]
col1-article-headline: ΑΠΕΒΙΩΣΕΝ ΕΙΣ ΜΕΓΑΛΗΝ ΗΛΙΚΙΑΝ Ο ΠΡΩΤΟΣ ΔΗΜΑΡΧΟΣ ΚΟΛΥΝΔΡΟΥ bbox=[53, 2358, 225, 2392]
article-paragraph: ΑΘΗΝΑΙ, 9.— Ἐν τῷ ὑπουργείῳ ἐγένετο χθὲς σύσκεψις ὑπὸ τὴν προεδρίαν τοῦ ἁρμοδίου ὑπουργοῦ, κατὰ τὴν ὁποίαν ἐξητάσθησαν τὰ ἐκκρεμῆ ζητήματα τῆς περιοχῆς καὶ ἐλήφθησαν σχετικαὶ ἀποφάσεις διὰ τὴν ἄμεσον ἀντιμετώπισιν αὐτῶν. Ἀνεκοινώθη ὅτι θὰ ἀκολουθήσουν νέαι ἐνέργειαι ἐντὸς τῶν προσεχῶν ἡμερῶν. bbox=[540, 1298, 765, 1356]
right-side-article bbox=[1288, 190, 1437, 857]
article-paragraph: ΑΘΗΝΑΙ, 9.— Ἐν τῷ ὑπουργείῳ ἐγένετο χθὲς σύσκεψις ὑπὸ τὴν προεδρίαν τοῦ ἁρμοδίου ὑπουργοῦ, κατὰ τὴν ὁποίαν ἐξητάσθησαν τὰ ἐκκρεμῆ ζητήματα τῆς περιοχῆς καὶ ἐλήφθησαν σχετικαὶ ἀποφάσεις διὰ τὴν ἄμεσον ἀντιμετώπισιν αὐτῶν. Ἀνεκοινώθη ὅτι θὰ ἀκολουθήσουν νέαι ἐνέργειαι ἐντὸς τῶν προσεχῶν ἡμερῶν. bbox=[227, 1772, 536, 1923]
article-paragraph: ΑΘΗΝΑΙ, 9.— Ἐν τῷ ὑπουργείῳ ἐγένετο χθὲς σύσκεψις ὑπὸ τὴν προεδρίαν τοῦ ἁρμοδίου ὑπουργοῦ, κατὰ τὴν ὁποίαν ἐξητάσθησαν τὰ ἐκκρεμῆ ζητήματα τῆς περιοχῆς καὶ ἐλήφθησαν σχετικαὶ ἀποφάσεις διὰ τὴν ἄμεσον ἀντιμετώπισιν αὐτῶν. Ἀνεκοινώθη ὅτι θὰ ἀκολουθήσουν νέαι ἐνέργειαι ἐντὸς τῶν προσεχῶν ἡμερῶν. bbox=[52, 124, 226, 201]
box-subheadline: Ἐγέμισαν πλατεῖαι καὶ δρόμοι ἀπὸ πλῆθος ... παρατηρητῶν bbox=[931, 306, 1265, 343]
banner-laika: ΘΑ ΕΠΙΣΤΡΕΨΗ ΕΙΣ ΤΗΝ ΓΗΝ Η ΣΚΥΛΑΙΤΣΑ «ΛΑΓΚΑ» bbox=[769, 857, 1439, 891]
article-paragraph: ΑΘΗΝΑΙ, 9.— Ἐν τῷ ὑπουργείῳ ἐγένετο χθὲς σύσκεψις ὑπὸ τὴν προεδρίαν τοῦ ἁρμοδίου ὑπουργοῦ, κατὰ τὴν ὁποίαν ἐξητάσθησαν τὰ ἐκκρεμῆ ζητήματα τῆς περιοχῆς καὶ ἐλήφθησαν σχετικαὶ ἀποφάσεις διὰ τὴν ἄμεσον ἀντιμετώπισιν αὐτῶν. Ἀνεκοινώθη ὅτι θὰ ἀκολουθήσουν νέαι ἐνέργειαι ἐντὸς τῶν προσεχῶν ἡμερῶν. bbox=[540, 2049, 765, 2107]
divider bbox=[540, 852, 765, 853]
subhead: ΕΙΣΤΟΞΕΥΣΙΣ bbox=[1330, 402, 1394, 412]
article-paragraph: ΑΘΗΝΑΙ, 9.— Ἐν τῷ ὑπουργείῳ ἐγένετο χθὲς σύσκεψις ὑπὸ τὴν προεδρίαν τοῦ ἁρμοδίου ὑπουργοῦ, κατὰ τὴν ὁποίαν ἐξητάσθησαν τὰ ἐκκρεμῆ ζητήματα τῆς περιοχῆς καὶ ἐλήφθησαν σχετικαὶ ἀποφάσεις διὰ τὴν ἄμεσον ἀντιμετώπισιν αὐτῶν. Ἀνεκοινώθη ὅτι θὰ ἀκολουθήσουν νέαι ἐνέργειαι ἐντὸς τῶν προσεχῶν ἡμερῶν. bbox=[52, 977, 226, 1054]
article-paragraph: ΑΘΗΝΑΙ, 9.— Ἐν τῷ ὑπουργείῳ ἐγένετο χθὲς σύσκεψις ὑπὸ τὴν προεδρίαν τοῦ ἁρμοδίου ὑπουργοῦ, κατὰ τὴν ὁποίαν ἐξητάσθησαν τὰ ἐκκρεμῆ ζητήματα τῆς περιοχῆς καὶ ἐλήφθησαν σχετικαὶ ἀποφάσεις διὰ τὴν ἄμεσον ἀντιμετώπισιν αὐτῶν. Ἀνεκοινώθη ὅτι θὰ ἀκολουθήσουν νέαι ἐνέργειαι ἐντὸς τῶν προσεχῶν ἡμερῶν. bbox=[52, 2175, 226, 2253]
divider bbox=[52, 1693, 226, 1694]
article-paragraph: ΑΘΗΝΑΙ, 9.— Ἐν τῷ ὑπουργείῳ ἐγένετο χθὲς σύσκεψις ὑπὸ τὴν προεδρίαν τοῦ ἁρμοδίου ὑπουργοῦ, κατὰ τὴν ὁποίαν ἐξητάσθησαν τὰ ἐκκρεμῆ ζητήματα τῆς περιοχῆς καὶ ἐλήφθησαν σχετικαὶ ἀποφάσεις διὰ τὴν ἄμεσον ἀντιμετώπισιν αὐτῶν. Ἀνεκοινώθη ὅτι θὰ ἀκολουθήσουν νέαι ἐνέργειαι ἐντὸς τῶν προσεχῶν ἡμερῶν. bbox=[52, 334, 226, 412]
box-kicker: Οἱ φρουροὶ ἔδρασαν χθὲς bbox=[1004, 205, 1192, 222]
banner-laika-sub: ΗΚΟΥΣΘΗΣΑΝ ΠΑΛΙΝ ΟΙ ΠΑΛΜΟΙ ΤΗΣ ΚΑΡΔΙΑΣ ΤΗΣ bbox=[840, 891, 1367, 916]
article-paragraph: ΑΘΗΝΑΙ, 9.— Ἐν τῷ ὑπουργείῳ ἐγένετο χθὲς σύσκεψις ὑπὸ τὴν προεδρίαν τοῦ ἁρμοδίου ὑπουργοῦ, κατὰ τὴν ὁποίαν ἐξητάσθησαν τὰ ἐκκρεμῆ ζητήματα τῆς περιοχῆς καὶ ἐλήφθησαν σχετικαὶ ἀποφάσεις διὰ τὴν ἄμεσον ἀντιμετώπισιν αὐτῶν. Ἀνεκοινώθη ὅτι θὰ ἀκολουθήσουν νέαι ἐνέργειαι ἐντὸς τῶν προσεχῶν ἡμερῶν. bbox=[540, 1572, 765, 1630]
article-paragraph: ΑΘΗΝΑΙ, 9.— Ἐν τῷ ὑπουργείῳ ἐγένετο χθὲς σύσκεψις ὑπὸ τὴν προεδρίαν τοῦ ἁρμοδίου ὑπουργοῦ, κατὰ τὴν ὁποίαν ἐξητάσθησαν τὰ ἐκκρεμῆ ζητήματα τῆς περιοχῆς καὶ ἐλήφθησαν σχετικαὶ ἀποφάσεις διὰ τὴν ἄμεσον ἀντιμετώπισιν αὐτῶν. Ἀνεκοινώθη ὅτι θὰ ἀκολουθήσουν νέαι ἐνέργειαι ἐντὸς τῶν προσεχῶν ἡμερῶν. bbox=[1108, 925, 1439, 1172]
column-rule bbox=[538, 36, 539, 2123]
article-paragraph: ΑΘΗΝΑΙ, 9.— Ἐν τῷ ὑπουργείῳ ἐγένετο χθὲς σύσκεψις ὑπὸ τὴν προεδρίαν τοῦ ἁρμοδίου ὑπουργοῦ, κατὰ τὴν ὁποίαν ἐξητάσθησαν τὰ ἐκκρεμῆ ζητήματα τῆς περιοχῆς καὶ ἐλήφθησαν σχετικαὶ ἀποφάσεις διὰ τὴν ἄμεσον ἀντιμετώπισιν αὐτῶν. Ἀνεκοινώθη ὅτι θὰ ἀκολουθήσουν νέαι ἐνέργειαι ἐντὸς τῶν προσεχῶν ἡμερῶν. bbox=[769, 1039, 930, 1126]
divider bbox=[52, 642, 226, 643]
article-paragraph: ΑΘΗΝΑΙ, 9.— Ἐν τῷ ὑπουργείῳ ἐγένετο χθὲς σύσκεψις ὑπὸ τὴν προεδρίαν τοῦ ἁρμοδίου ὑπουργοῦ, κατὰ τὴν ὁποίαν ἐξητάσθησαν τὰ ἐκκρεμῆ ζητήματα τῆς περιοχῆς καὶ ἐλήφθησαν σχετικαὶ ἀποφάσεις διὰ τὴν ἄμεσον ἀντιμετώπισιν αὐτῶν. Ἀνεκοινώθη ὅτι θὰ ἀκολουθήσουν νέαι ἐνέργειαι ἐντὸς τῶν προσεχῶν ἡμερῶν. bbox=[769, 1366, 936, 1443]
article-body bbox=[227, 1771, 536, 1924]
headline-promotions: ΠΡΟΑΓΩΓΑΙ ΔΙΟΙΚΗΤΙΚΩΝ ΥΠΑΛΛΗΛΩΝ bbox=[227, 1459, 536, 1509]
article-body bbox=[227, 1303, 536, 1450]
article-paragraph: ΑΘΗΝΑΙ, 9.— Ἐν τῷ ὑπουργείῳ ἐγένετο χθὲς σύσκεψις ὑπὸ τὴν προεδρίαν τοῦ ἁρμοδίου ὑπουργοῦ, κατὰ τὴν ὁποίαν ἐξητάσθησαν τὰ ἐκκρεμῆ ζητήματα τῆς περιοχῆς καὶ ἐλήφθησαν σχετικαὶ ἀποφάσεις διὰ τὴν ἄμεσον ἀντιμετώπισιν αὐτῶν. Ἀνεκοινώθη ὅτι θὰ ἀκολουθήσουν νέαι ἐνέργειαι ἐντὸς τῶν προσεχῶν ἡμερῶν. bbox=[52, 2040, 226, 2117]
divider bbox=[52, 2126, 226, 2127]
headline-stamps: ΧΑΛΚΟΓΡΑΦΙΚΩΣ ΘΑ ΕΚΤΥΠΩΘΟΥΝ ΤΑ ΝΕΑ ΕΛΛΗΝΙΚΑ ΓΡΑΜΜΑΤΟΣΗΜΑ bbox=[227, 1219, 536, 1294]
col1-article-headline: Η ΣΥΖΗΤΗΣΙΣ ΤΩΝ ΕΠΕΡΩΤΗΣΕΩΝ ΕΙΣ ΤΗΝ ΒΟΥΛΗΝ bbox=[55, 1283, 223, 1305]
article-paragraph: ΑΘΗΝΑΙ, 9.— Ἐν τῷ ὑπουργείῳ ἐγένετο χθὲς σύσκεψις ὑπὸ τὴν προεδρίαν τοῦ ἁρμοδίου ὑπουργοῦ, κατὰ τὴν ὁποίαν ἐξητάσθησαν τὰ ἐκκρεμῆ ζητήματα τῆς περιοχῆς καὶ ἐλήφθησαν σχετικαὶ ἀποφάσεις διὰ τὴν ἄμεσον ἀντιμετώπισιν αὐτῶν. Ἀνεκοινώθη ὅτι θὰ ἀκολουθήσουν νέαι ἐνέργειαι ἐντὸς τῶν προσεχῶν ἡμερῶν. bbox=[52, 680, 226, 757]
article-paragraph: ΑΘΗΝΑΙ, 9.— Ἐν τῷ ὑπουργείῳ ἐγένετο χθὲς σύσκεψις ὑπὸ τὴν προεδρίαν τοῦ ἁρμοδίου ὑπουργοῦ, κατὰ τὴν ὁποίαν ἐξητάσθησαν τὰ ἐκκρεμῆ ζητήματα τῆς περιοχῆς καὶ ἐλήφθησαν σχετικαὶ ἀποφάσεις διὰ τὴν ἄμεσον ἀντιμετώπισιν αὐτῶν. Ἀνεκοινώθη ὅτι θὰ ἀκολουθήσουν νέαι ἐνέργειαι ἐντὸς τῶν προσεχῶν ἡμερῶν. bbox=[540, 37, 765, 95]
article-paragraph: ΑΘΗΝΑΙ, 9.— Ἐν τῷ ὑπουργείῳ ἐγένετο χθὲς σύσκεψις ὑπὸ τὴν προεδρίαν τοῦ ἁρμοδίου ὑπουργοῦ, κατὰ τὴν ὁποίαν ἐξητάσθησαν τὰ ἐκκρεμῆ ζητήματα τῆς περιοχῆς καὶ ἐλήφθησαν σχετικαὶ ἀποφάσεις διὰ τὴν ἄμεσον ἀντιμετώπισιν αὐτῶν. Ἀνεκοινώθη ὅτι θὰ ἀκολουθήσουν νέαι ἐνέργειαι ἐντὸς τῶν προσεχῶν ἡμερῶν. bbox=[540, 1127, 765, 1185]
headline-honorary-citizen: ΕΠΙΤΙΜΟΣ ΔΗΜΟΤΗΣ ΤΟΥ ΔΗΜΟΥ ΑΘΗΝΑΙΩΝ ΑΝΕΚΗΡΥΧΘΗ Ο ΛΙΒΑΝΟΣ ΠΡΟΕΔΡΟΣ ΣΑΜΟΥΝ bbox=[227, 699, 536, 769]
divider bbox=[52, 2348, 226, 2349]
article-paragraph: ΑΘΗΝΑΙ, 9.— Ἐν τῷ ὑπουργείῳ ἐγένετο χθὲς σύσκεψις ὑπὸ τὴν προεδρίαν τοῦ ἁρμοδίου ὑπουργοῦ, κατὰ τὴν ὁποίαν ἐξητάσθησαν τὰ ἐκκρεμῆ ζητήματα τῆς περιοχῆς καὶ ἐλήφθησαν σχετικαὶ ἀποφάσεις διὰ τὴν ἄμεσον ἀντιμετώπισιν αὐτῶν. Ἀνεκοινώθη ὅτι θὰ ἀκολουθήσουν νέαι ἐνέργειαι ἐντὸς τῶν προσεχῶν ἡμερῶν. bbox=[386, 1110, 536, 1199]
article-paragraph: ΑΘΗΝΑΙ, 9.— Ἐν τῷ ὑπουργείῳ ἐγένετο χθὲς σύσκεψις ὑπὸ τὴν προεδρίαν τοῦ ἁρμοδίου ὑπουργοῦ, κατὰ τὴν ὁποίαν ἐξητάσθησαν τὰ ἐκκρεμῆ ζητήματα τῆς περιοχῆς καὶ ἐλήφθησαν σχετικαὶ ἀποφάσεις διὰ τὴν ἄμεσον ἀντιμετώπισιν αὐτῶν. Ἀνεκοινώθη ὅτι θὰ ἀκολουθήσουν νέαι ἐνέργειαι ἐντὸς τῶν προσεχῶν ἡμερῶν. bbox=[52, 2262, 226, 2340]
lead-subheadline: ΘΑ ΒΟΜΒΑΡΔΙΖΟΥΝ ΑΠΟ ΤΟ ΣΤΕΡΕΩΜΑ ΚΑΙ ΤΑΣ ΠΛΕΟΝ ΑΠΟΜΕΜΑΚΡΥΣΜΕΝΑΣ ΑΜΕΡΙΚΑΝΙΚΑΣ ΒΑΣΕΙΣ bbox=[231, 355, 532, 379]
article-paragraph: ΑΘΗΝΑΙ, 9.— Ἐν τῷ ὑπουργείῳ ἐγένετο χθὲς σύσκεψις ὑπὸ τὴν προεδρίαν τοῦ ἁρμοδίου ὑπουργοῦ, κατὰ τὴν ὁποίαν ἐξητάσθησαν τὰ ἐκκρεμῆ ζητήματα τῆς περιοχῆς καὶ ἐλήφθησαν σχετικαὶ ἀποφάσεις διὰ τὴν ἄμεσον ἀντιμετώπισιν αὐτῶν. Ἀνεκοινώθη ὅτι θὰ ἀκολουθήσουν νέαι ἐνέργειαι ἐντὸς τῶν προσεχῶν ἡμερῶν. bbox=[540, 1402, 765, 1459]
subhead: ΜΕΓΑΛΑΙ ΖΗΜΙΑΙ bbox=[811, 1349, 893, 1360]
article-paragraph: ΑΘΗΝΑΙ, 9.— Ἐν τῷ ὑπουργείῳ ἐγένετο χθὲς σύσκεψις ὑπὸ τὴν προεδρίαν τοῦ ἁρμοδίου ὑπουργοῦ, κατὰ τὴν ὁποίαν ἐξητάσθησαν τὰ ἐκκρεμῆ ζητήματα τῆς περιοχῆς καὶ ἐλήφθησαν σχετικαὶ ἀποφάσεις διὰ τὴν ἄμεσον ἀντιμετώπισιν αὐτῶν. Ἀνεκοινώθη ὅτι θὰ ἀκολουθήσουν νέαι ἐνέργειαι ἐντὸς τῶν προσεχῶν ἡμερῶν. bbox=[945, 1381, 1112, 1459]
banner-satellite: ΜΕΧΡΙΣ 20ῌΣ ΔΕΚΕΜΒΡΙΟΥ ΘΑ ΕΚΤΟΞΕΥΘΗ Ο ΠΡΩΤΟΣ ΔΟΡΥΦΟΡΟΣ ΤΩΝ ΗΝ. ΠΟΛΙΤΕΙΩΝ bbox=[803, 55, 1404, 117]
article-paragraph: ΑΘΗΝΑΙ, 9.— Ἐν τῷ ὑπουργείῳ ἐγένετο χθὲς σύσκεψις ὑπὸ τὴν προεδρίαν τοῦ ἁρμοδίου ὑπουργοῦ, κατὰ τὴν ὁποίαν ἐξητάσθησαν τὰ ἐκκρεμῆ ζητήματα τῆς περιοχῆς καὶ ἐλήφθησαν σχετικαὶ ἀποφάσεις διὰ τὴν ἄμεσον ἀντιμετώπισιν αὐτῶν. Ἀνεκοινώθη ὅτι θὰ ἀκολουθήσουν νέαι ἐνέργειαι ἐντὸς τῶν προσεχῶν ἡμερῶν. bbox=[52, 37, 226, 115]
divider bbox=[540, 1534, 765, 1535]
article-paragraph: ΑΘΗΝΑΙ, 9.— Ἐν τῷ ὑπουργείῳ ἐγένετο χθὲς σύσκεψις ὑπὸ τὴν προεδρίαν τοῦ ἁρμοδίου ὑπουργοῦ, κατὰ τὴν ὁποίαν ἐξητάσθησαν τὰ ἐκκρεμῆ ζητήματα τῆς περιοχῆς καὶ ἐλήφθησαν σχετικαὶ ἀποφάσεις διὰ τὴν ἄμεσον ἀντιμετώπισιν αὐτῶν. Ἀνεκοινώθη ὅτι θὰ ἀκολουθήσουν νέαι ἐνέργειαι ἐντὸς τῶν προσεχῶν ἡμερῶν. bbox=[52, 1743, 226, 1821]
article-paragraph: ΑΘΗΝΑΙ, 9.— Ἐν τῷ ὑπουργείῳ ἐγένετο χθὲς σύσκεψις ὑπὸ τὴν προεδρίαν τοῦ ἁρμοδίου ὑπουργοῦ, κατὰ τὴν ὁποίαν ἐξητάσθησαν τὰ ἐκκρεμῆ ζητήματα τῆς περιοχῆς καὶ ἐλήφθησαν σχετικαὶ ἀποφάσεις διὰ τὴν ἄμεσον ἀντιμετώπισιν αὐτῶν. Ἀνεκοινώθη ὅτι θὰ ἀκολουθήσουν νέαι ἐνέργειαι ἐντὸς τῶν προσεχῶν ἡμερῶν. bbox=[945, 1277, 1112, 1355]
article-paragraph: ΑΘΗΝΑΙ, 9.— Ἐν τῷ ὑπουργείῳ ἐγένετο χθὲς σύσκεψις ὑπὸ τὴν προεδρίαν τοῦ ἁρμοδίου ὑπουργοῦ, κατὰ τὴν ὁποίαν ἐξητάσθησαν τὰ ἐκκρεμῆ ζητήματα τῆς περιοχῆς καὶ ἐλήφθησαν σχετικαὶ ἀποφάσεις διὰ τὴν ἄμεσον ἀντιμετώπισιν αὐτῶν. Ἀνεκοινώθη ὅτι θὰ ἀκολουθήσουν νέαι ἐνέργειαι ἐντὸς τῶν προσεχῶν ἡμερῶν. bbox=[386, 794, 536, 882]
article-paragraph: ΑΘΗΝΑΙ, 9.— Ἐν τῷ ὑπουργείῳ ἐγένετο χθὲς σύσκεψις ὑπὸ τὴν προεδρίαν τοῦ ἁρμοδίου ὑπουργοῦ, κατὰ τὴν ὁποίαν ἐξητάσθησαν τὰ ἐκκρεμῆ ζητήματα τῆς περιοχῆς καὶ ἐλήφθησαν σχετικαὶ ἀποφάσεις διὰ τὴν ἄμεσον ἀντιμετώπισιν αὐτῶν. Ἀνεκοινώθη ὅτι θὰ ἀκολουθήσουν νέαι ἐνέργειαι ἐντὸς τῶν προσεχῶν ἡμερῶν. bbox=[52, 1953, 226, 2031]
article-paragraph: ΑΘΗΝΑΙ, 9.— Ἐν τῷ ὑπουργείῳ ἐγένετο χθὲς σύσκεψις ὑπὸ τὴν προεδρίαν τοῦ ἁρμοδίου ὑπουργοῦ, κατὰ τὴν ὁποίαν ἐξητάσθησαν τὰ ἐκκρεμῆ ζητήματα τῆς περιοχῆς καὶ ἐλήφθησαν σχετικαὶ ἀποφάσεις διὰ τὴν ἄμεσον ἀντιμετώπισιν αὐτῶν. Ἀνεκοινώθη ὅτι θὰ ἀκολουθήσουν νέαι ἐνέργειαι ἐντὸς τῶν προσεχῶν ἡμερῶν. bbox=[1288, 190, 1437, 278]
col1-article-headline: ΑΝΑΧΩΡΕΙ ΣΗΜ. ΒΑΡΔΙΑ Ο ΓΕΝ. ΠΡΟΞΕΝΟΣ ΤΩΝ ΗΝΩΜ. ΠΟΛΙΤΕΙΩΝ bbox=[52, 1925, 226, 1948]
article-paragraph: ΑΘΗΝΑΙ, 9.— Ἐν τῷ ὑπουργείῳ ἐγένετο χθὲς σύσκεψις ὑπὸ τὴν προεδρίαν τοῦ ἁρμοδίου ὑπουργοῦ, κατὰ τὴν ὁποίαν ἐξητάσθησαν τὰ ἐκκρεμῆ ζητήματα τῆς περιοχῆς καὶ ἐλήφθησαν σχετικαὶ ἀποφάσεις διὰ τὴν ἄμεσον ἀντιμετώπισιν αὐτῶν. Ἀνεκοινώθη ὅτι θὰ ἀκολουθήσουν νέαι ἐνέργειαι ἐντὸς τῶν προσεχῶν ἡμερῶν. bbox=[540, 890, 765, 948]
article-paragraph: ΑΘΗΝΑΙ, 9.— Ἐν τῷ ὑπουργείῳ ἐγένετο χθὲς σύσκεψις ὑπὸ τὴν προεδρίαν τοῦ ἁρμοδίου ὑπουργοῦ, κατὰ τὴν ὁποίαν ἐξητάσθησαν τὰ ἐκκρεμῆ ζητήματα τῆς περιοχῆς καὶ ἐλήφθησαν σχετικαὶ ἀποφάσεις διὰ τὴν ἄμεσον ἀντιμετώπισιν αὐτῶν. Ἀνεκοινώθη ὅτι θὰ ἀκολουθήσουν νέαι ἐνέργειαι ἐντὸς τῶν προσεχῶν ἡμερῶν. bbox=[918, 518, 1279, 650]
article-paragraph: ΑΘΗΝΑΙ, 9.— Ἐν τῷ ὑπουργείῳ ἐγένετο χθὲς σύσκεψις ὑπὸ τὴν προεδρίαν τοῦ ἁρμοδίου ὑπουργοῦ, κατὰ τὴν ὁποίαν ἐξητάσθησαν τὰ ἐκκρεμῆ ζητήματα τῆς περιοχῆς καὶ ἐλήφθησαν σχετικαὶ ἀποφάσεις διὰ τὴν ἄμεσον ἀντιμετώπισιν αὐτῶν. Ἀνεκοινώθη ὅτι θὰ ἀκολουθήσουν νέαι ἐνέργειαι ἐντὸς τῶν προσεχῶν ἡμερῶν. bbox=[52, 766, 226, 844]
article-body bbox=[227, 1518, 536, 1678]
article-body bbox=[227, 1063, 536, 1209]
article-paragraph: ΑΘΗΝΑΙ, 9.— Ἐν τῷ ὑπουργείῳ ἐγένετο χθὲς σύσκεψις ὑπὸ τὴν προεδρίαν τοῦ ἁρμοδίου ὑπουργοῦ, κατὰ τὴν ὁποίαν ἐξητάσθησαν τὰ ἐκκρεμῆ ζητήματα τῆς περιοχῆς καὶ ἐλήφθησαν σχετικαὶ ἀποφάσεις διὰ τὴν ἄμεσον ἀντιμετώπισιν αὐτῶν. Ἀνεκοινώθη ὅτι θὰ ἀκολουθήσουν νέαι ἐνέργειαι ἐντὸς τῶν προσεχῶν ἡμερῶν. bbox=[769, 403, 909, 501]
article-paragraph: ΑΘΗΝΑΙ, 9.— Ἐν τῷ ὑπουργείῳ ἐγένετο χθὲς σύσκεψις ὑπὸ τὴν προεδρίαν τοῦ ἁρμοδίου ὑπουργοῦ, κατὰ τὴν ὁποίαν ἐξητάσθησαν τὰ ἐκκρεμῆ ζητήματα τῆς περιοχῆς καὶ ἐλήφθησαν σχετικαὶ ἀποφάσεις διὰ τὴν ἄμεσον ἀντιμετώπισιν αὐτῶν. Ἀνεκοινώθη ὅτι θὰ ἀκολουθήσουν νέαι ἐνέργειαι ἐντὸς τῶν προσεχῶν ἡμερῶν. bbox=[540, 1639, 765, 1697]
subhead: ΠΟΘΕΝ ΘΑ ΔΙΕΛΘΗ ΣΗΜΕΡΟΝ bbox=[775, 1136, 923, 1147]
article-paragraph: ΑΘΗΝΑΙ, 9.— Ἐν τῷ ὑπουργείῳ ἐγένετο χθὲς σύσκεψις ὑπὸ τὴν προεδρίαν τοῦ ἁρμοδίου ὑπουργοῦ, κατὰ τὴν ὁποίαν ἐξητάσθησαν τὰ ἐκκρεμῆ ζητήματα τῆς περιοχῆς καὶ ἐλήφθησαν σχετικαὶ ἀποφάσεις διὰ τὴν ἄμεσον ἀντιμετώπισιν αὐτῶν. Ἀνεκοινώθη ὅτι θὰ ἀκολουθήσουν νέαι ἐνέργειαι ἐντὸς τῶν προσεχῶν ἡμερῶν. bbox=[939, 1009, 1099, 1097]
col1-article-headline: ΗΡΧΙΣΑΝ ΕΞΑΓΩΓΑΙ ΔΙΑ ΤΟΥ ΤΕΛΩΝΕΙΟΥ ΤΗΣ ΚΟΥΛΑΣ bbox=[69, 1493, 208, 1515]
article-paragraph: ΑΘΗΝΑΙ, 9.— Ἐν τῷ ὑπουργείῳ ἐγένετο χθὲς σύσκεψις ὑπὸ τὴν προεδρίαν τοῦ ἁρμοδίου ὑπουργοῦ, κατὰ τὴν ὁποίαν ἐξητάσθησαν τὰ ἐκκρεμῆ ζητήματα τῆς περιοχῆς καὶ ἐλήφθησαν σχετικαὶ ἀποφάσεις διὰ τὴν ἄμεσον ἀντιμετώπισιν αὐτῶν. Ἀνεκοινώθη ὅτι θὰ ἀκολουθήσουν νέαι ἐνέργειαι ἐντὸς τῶν προσεχῶν ἡμερῶν. bbox=[386, 594, 536, 681]
article-paragraph: ΑΘΗΝΑΙ, 9.— Ἐν τῷ ὑπουργείῳ ἐγένετο χθὲς σύσκεψις ὑπὸ τὴν προεδρίαν τοῦ ἁρμοδίου ὑπουργοῦ, κατὰ τὴν ὁποίαν ἐξητάσθησαν τὰ ἐκκρεμῆ ζητήματα τῆς περιοχῆς καὶ ἐλήφθησαν σχετικαὶ ἀποφάσεις διὰ τὴν ἄμεσον ἀντιμετώπισιν αὐτῶν. Ἀνεκοινώθη ὅτι θὰ ἀκολουθήσουν νέαι ἐνέργειαι ἐντὸς τῶν προσεχῶν ἡμερῶν. bbox=[918, 518, 1094, 596]
col1-article-headline: ΣΥΝΕΔΡΙΟΝ ΕΙΣ ΚΟΜΟΤΗΝΗΝ ΥΠΑΛΛΗΛΩΝ ΤΗΣ ΑΤΕ ΑΝ. ΜΑΚΕΔΟΝΙΑΣ ΚΑΙ ΘΡΑΚΗΣ bbox=[67, 1703, 211, 1737]
article-paragraph: ΑΘΗΝΑΙ, 9.— Ἐν τῷ ὑπουργείῳ ἐγένετο χθὲς σύσκεψις ὑπὸ τὴν προεδρίαν τοῦ ἁρμοδίου ὑπουργοῦ, κατὰ τὴν ὁποίαν ἐξητάσθησαν τὰ ἐκκρεμῆ ζητήματα τῆς περιοχῆς καὶ ἐλήφθησαν σχετικαὶ ἀποφάσεις διὰ τὴν ἄμεσον ἀντιμετώπισιν αὐτῶν. Ἀνεκοινώθη ὅτι θὰ ἀκολουθήσουν νέαι ἐνέργειαι ἐντὸς τῶν προσεχῶν ἡμερῶν. bbox=[1283, 1377, 1437, 1465]
article-paragraph: ΑΘΗΝΑΙ, 9.— Ἐν τῷ ὑπουργείῳ ἐγένετο χθὲς σύσκεψις ὑπὸ τὴν προεδρίαν τοῦ ἁρμοδίου ὑπουργοῦ, κατὰ τὴν ὁποίαν ἐξητάσθησαν τὰ ἐκκρεμῆ ζητήματα τῆς περιοχῆς καὶ ἐλήφθησαν σχετικαὶ ἀποφάσεις διὰ τὴν ἄμεσον ἀντιμετώπισιν αὐτῶν. Ἀνεκοινώθη ὅτι θὰ ἀκολουθήσουν νέαι ἐνέργειαι ἐντὸς τῶν προσεχῶν ἡμερῶν. bbox=[769, 645, 909, 743]
article-paragraph: ΑΘΗΝΑΙ, 9.— Ἐν τῷ ὑπουργείῳ ἐγένετο χθὲς σύσκεψις ὑπὸ τὴν προεδρίαν τοῦ ἁρμοδίου ὑπουργοῦ, κατὰ τὴν ὁποίαν ἐξητάσθησαν τὰ ἐκκρεμῆ ζητήματα τῆς περιοχῆς καὶ ἐλήφθησαν σχετικαὶ ἀποφάσεις διὰ τὴν ἄμεσον ἀντιμετώπισιν αὐτῶν. Ἀνεκοινώθη ὅτι θὰ ἀκολουθήσουν νέαι ἐνέργειαι ἐντὸς τῶν προσεχῶν ἡμερῶν. bbox=[540, 549, 765, 607]
article-paragraph: ΑΘΗΝΑΙ, 9.— Ἐν τῷ ὑπουργείῳ ἐγένετο χθὲς σύσκεψις ὑπὸ τὴν προεδρίαν τοῦ ἁρμοδίου ὑπουργοῦ, κατὰ τὴν ὁποίαν ἐξητάσθησαν τὰ ἐκκρεμῆ ζητήματα τῆς περιοχῆς καὶ ἐλήφθησαν σχετικαὶ ἀποφάσεις διὰ τὴν ἄμεσον ἀντιμετώπισιν αὐτῶν. Ἀνεκοινώθη ὅτι θὰ ἀκολουθήσουν νέαι ἐνέργειαι ἐντὸς τῶν προσεχῶν ἡμερῶν. bbox=[52, 247, 226, 325]
article-paragraph: ΑΘΗΝΑΙ, 9.— Ἐν τῷ ὑπουργείῳ ἐγένετο χθὲς σύσκεψις ὑπὸ τὴν προεδρίαν τοῦ ἁρμοδίου ὑπουργοῦ, κατὰ τὴν ὁποίαν ἐξητάσθησαν τὰ ἐκκρεμῆ ζητήματα τῆς περιοχῆς καὶ ἐλήφθησαν σχετικαὶ ἀποφάσεις διὰ τὴν ἄμεσον ἀντιμετώπισιν αὐτῶν. Ἀνεκοινώθη ὅτι θὰ ἀκολουθήσουν νέαι ἐνέργειαι ἐντὸς τῶν προσεχῶν ἡμερῶν. bbox=[769, 1469, 936, 1547]
col1-article-headline: ΔΙΑΜΑΡΤΥΡΟΝΤΑΙ ΕΝΑΝΤΙΟΝ ΤΗΣ ΔΕΗ ΟΙ ΚΑΠΝΟΙ ΔΡΑΜΑΣ bbox=[56, 652, 222, 674]
article-paragraph: ΑΘΗΝΑΙ, 9.— Ἐν τῷ ὑπουργείῳ ἐγένετο χθὲς σύσκεψις ὑπὸ τὴν προεδρίαν τοῦ ἁρμοδίου ὑπουργοῦ, κατὰ τὴν ὁποίαν ἐξητάσθησαν τὰ ἐκκρεμῆ ζητήματα τῆς περιοχῆς καὶ ἐλήφθησαν σχετικαὶ ἀποφάσεις διὰ τὴν ἄμεσον ἀντιμετώπισιν αὐτῶν. Ἀνεκοινώθη ὅτι θὰ ἀκολουθήσουν νέαι ἐνέργειαι ἐντὸς τῶν προσεχῶν ἡμερῶν. bbox=[52, 1608, 226, 1685]
article-paragraph: ΑΘΗΝΑΙ, 9.— Ἐν τῷ ὑπουργείῳ ἐγένετο χθὲς σύσκεψις ὑπὸ τὴν προεδρίαν τοῦ ἁρμοδίου ὑπουργοῦ, κατὰ τὴν ὁποίαν ἐξητάσθησαν τὰ ἐκκρεμῆ ζητήματα τῆς περιοχῆς καὶ ἐλήφθησαν σχετικαὶ ἀποφάσεις διὰ τὴν ἄμεσον ἀντιμετώπισιν αὐτῶν. Ἀνεκοινώθη ὅτι θὰ ἀκολουθήσουν νέαι ἐνέργειαι ἐντὸς τῶν προσεχῶν ἡμερῶν. bbox=[540, 2116, 765, 2173]
article-paragraph: ΑΘΗΝΑΙ, 9.— Ἐν τῷ ὑπουργείῳ ἐγένετο χθὲς σύσκεψις ὑπὸ τὴν προεδρίαν τοῦ ἁρμοδίου ὑπουργοῦ, κατὰ τὴν ὁποίαν ἐξητάσθησαν τὰ ἐκκρεμῆ ζητήματα τῆς περιοχῆς καὶ ἐλήφθησαν σχετικαὶ ἀποφάσεις διὰ τὴν ἄμεσον ἀντιμετώπισιν αὐτῶν. Ἀνεκοινώθη ὅτι θὰ ἀκολουθήσουν νέαι ἐνέργειαι ἐντὸς τῶν προσεχῶν ἡμερῶν. bbox=[52, 2484, 226, 2562]
divider bbox=[52, 1915, 226, 1916]
article-paragraph: ΑΘΗΝΑΙ, 9.— Ἐν τῷ ὑπουργείῳ ἐγένετο χθὲς σύσκεψις ὑπὸ τὴν προεδρίαν τοῦ ἁρμοδίου ὑπουργοῦ, κατὰ τὴν ὁποίαν ἐξητάσθησαν τὰ ἐκκρεμῆ ζητήματα τῆς περιοχῆς καὶ ἐλήφθησαν σχετικαὶ ἀποφάσεις διὰ τὴν ἄμεσον ἀντιμετώπισιν αὐτῶν. Ἀνεκοινώθη ὅτι θὰ ἀκολουθήσουν νέαι ἐνέργειαι ἐντὸς τῶν προσεχῶν ἡμερῶν. bbox=[1108, 979, 1269, 1067]
article-paragraph: ΑΘΗΝΑΙ, 9.— Ἐν τῷ ὑπουργείῳ ἐγένετο χθὲς σύσκεψις ὑπὸ τὴν προεδρίαν τοῦ ἁρμοδίου ὑπουργοῦ, κατὰ τὴν ὁποίαν ἐξητάσθησαν τὰ ἐκκρεμῆ ζητήματα τῆς περιοχῆς καὶ ἐλήφθησαν σχετικαὶ ἀποφάσεις διὰ τὴν ἄμεσον ἀντιμετώπισιν αὐτῶν. Ἀνεκοινώθη ὅτι θὰ ἀκολουθήσουν νέαι ἐνέργειαι ἐντὸς τῶν προσεχῶν ἡμερῶν. bbox=[227, 876, 377, 963]
subhead: Η ΣΗΜΕΡΙΝΗ ΗΜΕΡΑ bbox=[411, 778, 512, 789]
divider bbox=[540, 1705, 765, 1706]
divider bbox=[52, 2570, 226, 2571]
subhead: ΟΙ ΠΑΛΜΟΙ ΤΗΣ ΚΑΡΔΙΑΣ ΤΟΥ bbox=[777, 1023, 921, 1033]
col3-article-headline: ΑΛΛΑ ΔΥΟ ΠΛΟΙΑ ΤΟΥ ΕΚΤΟΥ ΣΤΟΛΟΥ ΕΙΣ ΤΗΝ ΘΕΣΣΑΛΟΝΙΚΗΝ bbox=[551, 521, 754, 543]
article-paragraph: ΑΘΗΝΑΙ, 9.— Ἐν τῷ ὑπουργείῳ ἐγένετο χθὲς σύσκεψις ὑπὸ τὴν προεδρίαν τοῦ ἁρμοδίου ὑπουργοῦ, κατὰ τὴν ὁποίαν ἐξητάσθησαν τὰ ἐκκρεμῆ ζητήματα τῆς περιοχῆς καὶ ἐλήφθησαν σχετικαὶ ἀποφάσεις διὰ τὴν ἄμεσον ἀντιμετώπισιν αὐτῶν. Ἀνεκοινώθη ὅτι θὰ ἀκολουθήσουν νέαι ἐνέργειαι ἐντὸς τῶν προσεχῶν ἡμερῶν. bbox=[1288, 657, 1437, 745]
column-4 bbox=[769, 0, 1439, 1650]
col3-article-headline: Ο ΦΟΝΕΥΣ ΤΟΥ ΠΕΠΕ ΔΙΚΑΖΕΤΑΙ ΤΗΝ ΤΕΤΑΡΤΗΝ bbox=[560, 180, 745, 202]
laika-article bbox=[769, 924, 1439, 1181]
article-paragraph: ΑΘΗΝΑΙ, 9.— Ἐν τῷ ὑπουργείῳ ἐγένετο χθὲς σύσκεψις ὑπὸ τὴν προεδρίαν τοῦ ἁρμοδίου ὑπουργοῦ, κατὰ τὴν ὁποίαν ἐξητάσθησαν τὰ ἐκκρεμῆ ζητήματα τῆς περιοχῆς καὶ ἐλήφθησαν σχετικαὶ ἀποφάσεις διὰ τὴν ἄμεσον ἀντιμετώπισιν αὐτῶν. Ἀνεκοινώθη ὅτι θὰ ἀκολουθήσουν νέαι ἐνέργειαι ἐντὸς τῶν προσεχῶν ἡμερῶν. bbox=[540, 208, 765, 265]
article-paragraph: ΑΘΗΝΑΙ, 9.— Ἐν τῷ ὑπουργείῳ ἐγένετο χθὲς σύσκεψις ὑπὸ τὴν προεδρίαν τοῦ ἁρμοδίου ὑπουργοῦ, κατὰ τὴν ὁποίαν ἐξητάσθησαν τὰ ἐκκρεμῆ ζητήματα τῆς περιοχῆς καὶ ἐλήφθησαν σχετικαὶ ἀποφάσεις διὰ τὴν ἄμεσον ἀντιμετώπισιν αὐτῶν. Ἀνεκοινώθη ὅτι θὰ ἀκολουθήσουν νέαι ἐνέργειαι ἐντὸς τῶν προσεχῶν ἡμερῶν. bbox=[52, 890, 226, 968]
article-paragraph: ΑΘΗΝΑΙ, 9.— Ἐν τῷ ὑπουργείῳ ἐγένετο χθὲς σύσκεψις ὑπὸ τὴν προεδρίαν τοῦ ἁρμοδίου ὑπουργοῦ, κατὰ τὴν ὁποίαν ἐξητάσθησαν τὰ ἐκκρεμῆ ζητήματα τῆς περιοχῆς καὶ ἐλήφθησαν σχετικαὶ ἀποφάσεις διὰ τὴν ἄμεσον ἀντιμετώπισιν αὐτῶν. Ἀνεκοινώθη ὅτι θὰ ἀκολουθήσουν νέαι ἐνέργειαι ἐντὸς τῶν προσεχῶν ἡμερῶν. bbox=[227, 779, 377, 866]
subhead: ΠΟΛΛΑ ΤΑ ΘΥΜΑΤΑ bbox=[805, 1453, 900, 1464]
article-paragraph: ΑΘΗΝΑΙ, 9.— Ἐν τῷ ὑπουργείῳ ἐγένετο χθὲς σύσκεψις ὑπὸ τὴν προεδρίαν τοῦ ἁρμοδίου ὑπουργοῦ, κατὰ τὴν ὁποίαν ἐξητάσθησαν τὰ ἐκκρεμῆ ζητήματα τῆς περιοχῆς καὶ ἐλήφθησαν σχετικαὶ ἀποφάσεις διὰ τὴν ἄμεσον ἀντιμετώπισιν αὐτῶν. Ἀνεκοινώθη ὅτι θὰ ἀκολουθήσουν νέαι ἐνέργειαι ἐντὸς τῶν προσεχῶν ἡμερῶν. bbox=[227, 497, 377, 585]
col1-article-headline: ΚΑΤΕΠΛΑΚΩΘΗ ΥΠΟ ΤΟΥ ΗΜΙΟΝΟΥ ΤΟΥ ΚΑΙ ΕΦΟΝΕΥΘΗ bbox=[63, 9, 215, 32]
divider bbox=[52, 1273, 226, 1274]
col3-article-headline: ΧΑΡΙΣ ΕΙΣ ΔΩΡΕΑΣ ΙΔΡΥΕΤΑΙ ΕΙΣ ΡΕΘΥΜΝΟΝ ΓΗΡΟΚΟΜΕΙΟΝ bbox=[543, 350, 762, 373]
divider bbox=[540, 1193, 765, 1194]
article-paragraph: ΑΘΗΝΑΙ, 9.— Ἐν τῷ ὑπουργείῳ ἐγένετο χθὲς σύσκεψις ὑπὸ τὴν προεδρίαν τοῦ ἁρμοδίου ὑπουργοῦ, κατὰ τὴν ὁποίαν ἐξητάσθησαν τὰ ἐκκρεμῆ ζητήματα τῆς περιοχῆς καὶ ἐλήφθησαν σχετικαὶ ἀποφάσεις διὰ τὴν ἄμεσον ἀντιμετώπισιν αὐτῶν. Ἀνεκοινώθη ὅτι θὰ ἀκολουθήσουν νέαι ἐνέργειαι ἐντὸς τῶν προσεχῶν ἡμερῶν. bbox=[769, 190, 909, 288]
article-paragraph: ΑΘΗΝΑΙ, 9.— Ἐν τῷ ὑπουργείῳ ἐγένετο χθὲς σύσκεψις ὑπὸ τὴν προεδρίαν τοῦ ἁρμοδίου ὑπουργοῦ, κατὰ τὴν ὁποίαν ἐξητάσθησαν τὰ ἐκκρεμῆ ζητήματα τῆς περιοχῆς καὶ ἐλήφθησαν σχετικαὶ ἀποφάσεις διὰ τὴν ἄμεσον ἀντιμετώπισιν αὐτῶν. Ἀνεκοινώθη ὅτι θὰ ἀκολουθήσουν νέαι ἐνέργειαι ἐντὸς τῶν προσεχῶν ἡμερῶν. bbox=[925, 346, 1272, 384]
subhead: ΔΡΑΜΑΤΙΚΑΙ ΣΚΗΝΑΙ bbox=[977, 1365, 1079, 1376]
briscoe-box bbox=[1121, 1268, 1437, 1369]
article-paragraph: ΑΘΗΝΑΙ, 9.— Ἐν τῷ ὑπουργείῳ ἐγένετο χθὲς σύσκεψις ὑπὸ τὴν προεδρίαν τοῦ ἁρμοδίου ὑπουργοῦ, κατὰ τὴν ὁποίαν ἐξητάσθησαν τὰ ἐκκρεμῆ ζητήματα τῆς περιοχῆς καὶ ἐλήφθησαν σχετικαὶ ἀποφάσεις διὰ τὴν ἄμεσον ἀντιμετώπισιν αὐτῶν. Ἀνεκοινώθη ὅτι θὰ ἀκολουθήσουν νέαι ἐνέργειαι ἐντὸς τῶν προσεχῶν ἡμερῶν. bbox=[227, 1303, 536, 1449]
headline-boat: ΕΦΘΑΣΕ ΔΙΑ ΠΤΥΣΣΟΜΕΝΗΣ ΛΕΜΒΟΥ ΕΙΣ ΤΟΝ ΠΕΙΡΑΙΑ ΜΕΤΑ ΠΕΡΙΠΕΤΕΙΩΔΕΣ ΠΕΝΤΑΜΗΝΟΝ ΤΑΞΙΔΙΟΝ bbox=[1121, 1482, 1437, 1544]
article-paragraph: ΑΘΗΝΑΙ, 9.— Ἐν τῷ ὑπουργείῳ ἐγένετο χθὲς σύσκεψις ὑπὸ τὴν προεδρίαν τοῦ ἁρμοδίου ὑπουργοῦ, κατὰ τὴν ὁποίαν ἐξητάσθησαν τὰ ἐκκρεμῆ ζητήματα τῆς περιοχῆς καὶ ἐλήφθησαν σχετικαὶ ἀποφάσεις διὰ τὴν ἄμεσον ἀντιμετώπισιν αὐτῶν. Ἀνεκοινώθη ὅτι θὰ ἀκολουθήσουν νέαι ἐνέργειαι ἐντὸς τῶν προσεχῶν ἡμερῶν. bbox=[227, 1063, 377, 1152]
divider bbox=[52, 1483, 226, 1484]
article-paragraph: ΑΘΗΝΑΙ, 9.— Ἐν τῷ ὑπουργείῳ ἐγένετο χθὲς σύσκεψις ὑπὸ τὴν προεδρίαν τοῦ ἁρμοδίου ὑπουργοῦ, κατὰ τὴν ὁποίαν ἐξητάσθησαν τὰ ἐκκρεμῆ ζητήματα τῆς περιοχῆς καὶ ἐλήφθησαν σχετικαὶ ἀποφάσεις διὰ τὴν ἄμεσον ἀντιμετώπισιν αὐτῶν. Ἀνεκοινώθη ὅτι θὰ ἀκολουθήσουν νέαι ἐνέργειαι ἐντὸς τῶν προσεχῶν ἡμερῶν. bbox=[52, 469, 226, 547]
divider bbox=[52, 852, 226, 853]
article-paragraph: ΑΘΗΝΑΙ, 9.— Ἐν τῷ ὑπουργείῳ ἐγένετο χθὲς σύσκεψις ὑπὸ τὴν προεδρίαν τοῦ ἁρμοδίου ὑπουργοῦ, κατὰ τὴν ὁποίαν ἐξητάσθησαν τὰ ἐκκρεμῆ ζητήματα τῆς περιοχῆς καὶ ἐλήφθησαν σχετικαὶ ἀποφάσεις διὰ τὴν ἄμεσον ἀντιμετώπισιν αὐτῶν. Ἀνεκοινώθη ὅτι θὰ ἀκολουθήσουν νέαι ἐνέργειαι ἐντὸς τῶν προσεχῶν ἡμερῶν. bbox=[386, 401, 536, 488]
article-paragraph: ΑΘΗΝΑΙ, 9.— Ἐν τῷ ὑπουργείῳ ἐγένετο χθὲς σύσκεψις ὑπὸ τὴν προεδρίαν τοῦ ἁρμοδίου ὑπουργοῦ, κατὰ τὴν ὁποίαν ἐξητάσθησαν τὰ ἐκκρεμῆ ζητήματα τῆς περιοχῆς καὶ ἐλήφθησαν σχετικαὶ ἀποφάσεις διὰ τὴν ἄμεσον ἀντιμετώπισιν αὐτῶν. Ἀνεκοινώθη ὅτι θὰ ἀκολουθήσουν νέαι ἐνέργειαι ἐντὸς τῶν προσεχῶν ἡμερῶν. bbox=[540, 445, 765, 503]
article-paragraph: ΑΘΗΝΑΙ, 9.— Ἐν τῷ ὑπουργείῳ ἐγένετο χθὲς σύσκεψις ὑπὸ τὴν προεδρίαν τοῦ ἁρμοδίου ὑπουργοῦ, κατὰ τὴν ὁποίαν ἐξητάσθησαν τὰ ἐκκρεμῆ ζητήματα τῆς περιοχῆς καὶ ἐλήφθησαν σχετικαὶ ἀποφάσεις διὰ τὴν ἄμεσον ἀντιμετώπισιν αὐτῶν. Ἀνεκοινώθη ὅτι θὰ ἀκολουθήσουν νέαι ἐνέργειαι ἐντὸς τῶν προσεχῶν ἡμερῶν. bbox=[1283, 1554, 1437, 1642]
article-paragraph: ΑΘΗΝΑΙ, 9.— Ἐν τῷ ὑπουργείῳ ἐγένετο χθὲς σύσκεψις ὑπὸ τὴν προεδρίαν τοῦ ἁρμοδίου ὑπουργοῦ, κατὰ τὴν ὁποίαν ἐξητάσθησαν τὰ ἐκκρεμῆ ζητήματα τῆς περιοχῆς καὶ ἐλήφθησαν σχετικαὶ ἀποφάσεις διὰ τὴν ἄμεσον ἀντιμετώπισιν αὐτῶν. Ἀνεκοινώθη ὅτι θὰ ἀκολουθήσουν νέαι ἐνέργειαι ἐντὸς τῶν προσεχῶν ἡμερῶν. bbox=[540, 1798, 765, 1856]
article-paragraph: ΑΘΗΝΑΙ, 9.— Ἐν τῷ ὑπουργείῳ ἐγένετο χθὲς σύσκεψις ὑπὸ τὴν προεδρίαν τοῦ ἁρμοδίου ὑπουργοῦ, κατὰ τὴν ὁποίαν ἐξητάσθησαν τὰ ἐκκρεμῆ ζητήματα τῆς περιοχῆς καὶ ἐλήφθησαν σχετικαὶ ἀποφάσεις διὰ τὴν ἄμεσον ἀντιμετώπισιν αὐτῶν. Ἀνεκοινώθη ὅτι θὰ ἀκολουθήσουν νέαι ἐνέργειαι ἐντὸς τῶν προσεχῶν ἡμερῶν. bbox=[386, 891, 536, 978]
article-paragraph: ΑΘΗΝΑΙ, 9.— Ἐν τῷ ὑπουργείῳ ἐγένετο χθὲς σύσκεψις ὑπὸ τὴν προεδρίαν τοῦ ἁρμοδίου ὑπουργοῦ, κατὰ τὴν ὁποίαν ἐξητάσθησαν τὰ ἐκκρεμῆ ζητήματα τῆς περιοχῆς καὶ ἐλήφθησαν σχετικαὶ ἀποφάσεις διὰ τὴν ἄμεσον ἀντιμετώπισιν αὐτῶν. Ἀνεκοινώθη ὅτι θὰ ἀκολουθήσουν νέαι ἐνέργειαι ἐντὸς τῶν προσεχῶν ἡμερῶν. bbox=[227, 401, 377, 488]
subhead: Η ΘΕΟΜΗΝΙΑ ΕΙΣ ΤΡΙΦΥΛΙΑΝ bbox=[958, 1261, 1098, 1272]
subhead: ΜΥΣΤΙΚΑ ΚΥΜΑΤΑ bbox=[1144, 963, 1233, 974]
divider bbox=[540, 1023, 765, 1024]
